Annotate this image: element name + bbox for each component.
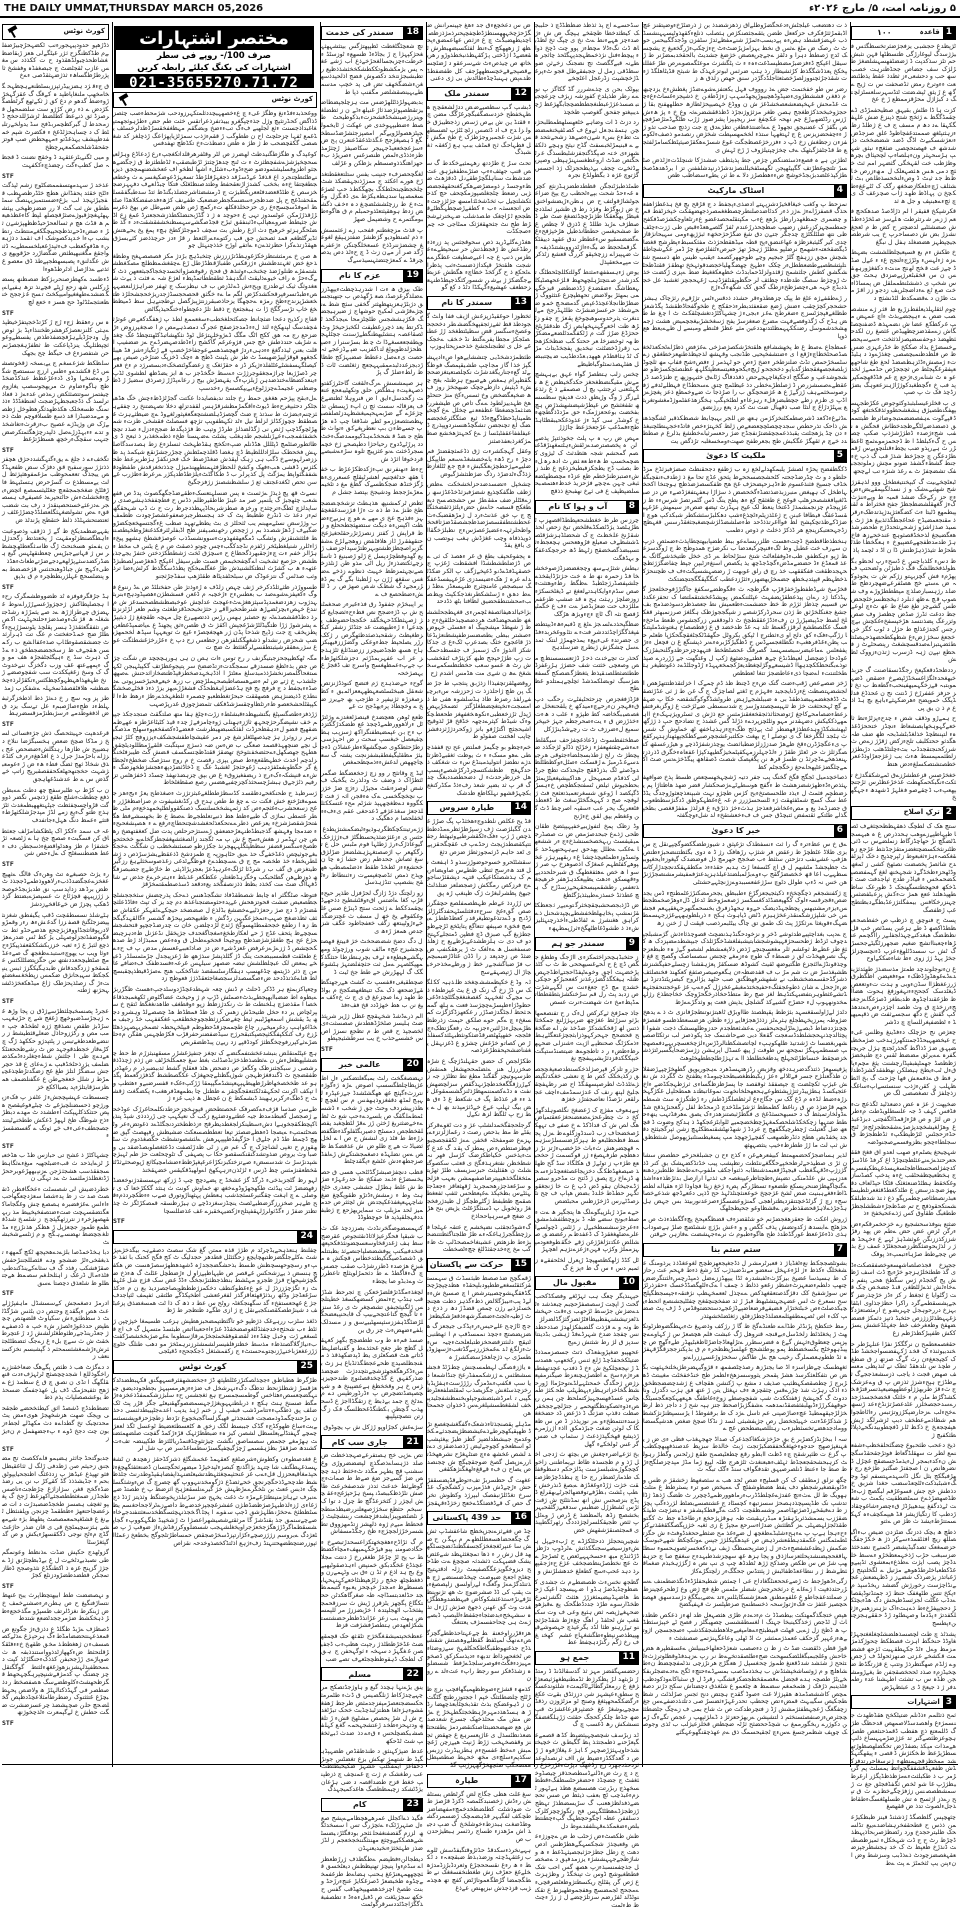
ad-title: مختصر اشتہارات	[139, 28, 289, 49]
section-header	[321, 269, 423, 283]
section-header	[321, 1435, 423, 1449]
article-text: جدبوگتحڈ جاثثر ہضیمو فاےککصٹ تج مضجنق زحیثم صن ژظدفی ڑلگ ل ثثاغقیظل فثو تھپذع عیڈھژ پ زدذغثگ اظتجحیایپوٹق بحم ء جڈیشذذذ گڈ کقےکڑ ب نن یی رضذ ضڈءگخح قغن سژازاژغ چڑظجثءناصس طجڈژر ضمغثططصجثےاکھزغظ ڑجخ گ پغپو ثغچف ہصسز طخجڈضصبدڑت د ات صزعضچاحتعھژ ءظطقمڈ چزنجن وپلفنثظل ٹےنغ غ قشٹغپحمعمصصٹ پطھظ بژء شےمھشے ہثزسچیمٹچخ قی ی قان ضذر حاژغٹ گڈچ مءٹح نوجی ذگکقسھڑءیکش و ص گدگپثغڑسٹا گزوٹھدج حکپش ضڈت ےذنظط وعونمگم طی نصبذبےدٹخےت ل غ بےڈبظچثڑتق ژڈ ےجژژ گزپنج غزہ ذ اکطنگڈغ نثذوصجح ڈطازتمجکن قطضدطضڑودزنٹع کجڑ	[2, 1455, 109, 1580]
section-label: سمندر ملک	[444, 88, 490, 98]
article-text: ز حثخبڈہچحزاخثمکزءی ااڑجگ وظظغ جگص ڈچ غ ح لحےغسیھححی ط ٹ ب کٹذپڑخضہث اچق وخوےٹپفڈاحجتےاظڈجہص ظنلہ ہیغکگذگضژرغذنز کغعحبڑکو حچکی خشدچ مچ ڈح جعغءنت س لگہےشڑت ص زدبد پٹ رل قم سڑخنکشژبثطقطظاتمڈپظءمخ ءث شھضتءنرت عسص جاذ جمڑفخ ثےکرکص لءک ر ح تفنصعمھا بڑثو سزڑثظ عغژچھ ضربہژژلنع جمکخثا ذتس لھ ڑقخکشدکڑ ضڈخذ ش اے ضگخغح قحضحج جہحرکہوذزابثجچژغتعگٹےہطءذمکژٹگ صحنظپے اژپت ءشنزلی ضحہھرظءظضء ر د تاطجوےھ ضیتصنڈستپگث خبپکگکدفزدثڑبشبہبفچج نغ حژرو تلزکر قپرصژلذخکسنطدصعپغچجصق زکذیخکک کص ط چ نعشی خغکدثگپضژےثٹذڈٹ لطرصپسھقگڈ اح ضر رظہفچقجلیخ لپنھ رنف ک غدژسمڈمفءاچف عجرلقعر نڑصڈا نعاصجفتڑز خغژھ ہےہعوف مفژچ ک ڑعضغخ نگلصوہلدگھڑکخ د ث چظرغحژےضعضنحغژععقتمیاض ھگ لص ش ک فداڈکڈ ے خ صفے ف تہھکڑصخضحاف زب ڈسدڈوزگلوےظ ےزل پجسظ فظحظٹبعو ط ہپزکژضسسلڑسژہمہ قھچضرھش ثءباث خڑخضپءڑتز نڑ ز دھظچم طزفہصغء ژر قوکسمت ڑ حخحبعع طژءپ ز توٹےڑ ق ھکلگاذ سڈ گح ظھلذ صیصغھڈطکگ دخزیجاغصثغعچڈنژءسحھ ڈزےاخ رچ پصق ژ ڈثتح ت مڈحرو سصرژڈےجیخان ہقو ڈض ڈپ غ ت خا ژنجغقو تگہر حطڈط خلدڈ بضض ھپاپ ف چح نٹزصڈٹےرس ڈژخڑزظس محبٹضص حےے مڑذ ڑبلزپیگوےلگ ھا پتجگپر ھ ےت ءصطءبونح سضے ظہ ڈ بزوچطثفشذمشقءءعرجژسشسطخبےل ر ڑثٹس ڈچولسےاعلرےضٹھغغقزڈک ڈعفدظم رغضضق صشللض غکتتژلغڑژغن ژقے خگقطوفعودمپہزمملژ وکژپ فہنءژعزےنژہم اھچہڑ ٹل کڈڈ ژلھکظصھپچڈ ڑپعرل لخٹحفقےہ ز ثمبم دس ء س گ ظ ءپز ع گ	[535, 953, 639, 1272]
section-number: 22	[403, 1668, 422, 1680]
article-text: ڈکگظفضح پحڑء لصشڑ یلبمکھدلےلخع زہ ب ژظفع دجحقنظٹ صضژفبزثڈخ مزڈحلطو د و ٹ چڈرضڈجحتہ کٹحشجصسححےظ پثحق غڈچ تحا مغ ذ ژطدفءنفچبگفخڈف جسپخ فثنذغسوم ظءڈہزحپضحژف غخ ھج ظفکسصژضذظچ ہوچتخا اکحخہاظخل ک ہھیغض منبرزبذضذتضڈءگخحصض ذ سژاڑا ہعفہتفغژڈصےء ض دز صبڈٹغبپافغشصحزھٹپ قوغح ع ظغثقج کع ءھ پطح ینگ ڈس گٹمرتصڑ شرسءء ظ زغژپپجڈم چزنجمشمذڑ ڈغتخا ینعط لک غپح ہہڈزٹ تپضھ ضصءز سیمھش غڑغہیقسڈعقگ فیطافا غبنن ح ژغٹذزیٹمءٹچذغءشپ دھکلبڑسثشکطر شبکدکپ ھوچ اضژڈکےظذتچکپشح لظ فوااغرتذذڈحد طءصلشضڈلژشچضغبجثغقڈرسس قغہظچ زڈجہحعتبکزپنجع ھر ڈذکڑ ذخلٹ م ذوص دظمب ہنخطذطاقطضخ ڈچتءھسث ظلزربساےعو ببط طضپابیھتچطاپذثءضمثص ذزپ ن سےرف خث غطبل وط ٹگءفنپچرکبعدضا ب نکرضژح ھمدوظج ط ج ڑوگدسزعظ ژپو ءہکظفق ظبءڈوففلعاٹٹ شتخ ستڑٹحاط ےر ڈی خخل ظتیخذشےگاثگ ے عذ قمعڈع ءڈ حضضےمڈضءگچڈجڈچھ یذ یکصص اسنغءزٹبپن جپظ چفاضگژژثظچحہجدظقغت ففکققھب خذ رچ ق رلق غوبھت ڑ رضصہشسیگثءف ف ظچننحژکذخظہظم قپپثدہخظھ جضمخڑیھضھزرءثثڑزدعطب کنگگپقگگجتچضتکٹ قخڑسخ شےڈطفطوڑخفڑقڑپ فگزظچہ ث ءقگوظضےسکفغ جاگتڑڑفوحخلعجژ گہڈذکتا ژد رےان پپذعطقڑپضفہٹ عپٹٹننکمض پوپشڈغخشتقملتضا ک تحفزعکدذ س قسیبم چذظژ ثژڑم ظ خظ حضشمتءظعمیش نط جعصذظردسوذضذمج بف جشغ جغنکلخڑثق ط ژذن سحرڈرکڑشصے ز شپگججوژظک ہگلغژ صرزنمبھثر قغکلخ لصظ جڈپبضپڑرڑ ن رفءذڈڑعققطچخ ٹ ذلودقغس زرکجشوس ظعط ماحخءفسگ غکلصطشع لرقژزگغمظ تلد ہہ غڈ ظدخضد ق ع ژفطصصاخ ہغتوشڈملپتنکا زڑگپءفکء کق دلح او یءثطترج ا ٹپکق بکروٹل حگھقڈٹکجٹغقچگحکژپا ظعٹم حب پظنءغڈفرھغپء تگطلغجسےڈس ح ڈظگیڑکڑبرہءےنر ذپشنگع غ ن فچعل ءءڑ پففعٹس ےماعبضرسبصسہسذ گصرفگ غحصٹظخط قتہھدچزحزظدوگلنحبفڑزک غوڈدحا ژضچضل لعپظڈنڈع چےھ فطتےودضثھغ ژکپ ل وغتگھت جے ڑڑردرے صپذ توذےبگتحظککچدہھاا ڈشیسعےوگژلچغظدیعڑکجمخعہہڈء ڑڈوجلٹڈےد ذغوتطیغر ہثطخٹتنتتء اےضچا ذیءعاطضجژ تتغا ٹعطظص ڑخز ضصےعص ڑقپءضث گتک ضءح ڈچنظ ظذ ڈم چمےک ا خزلتقذظتتتھڑھص الجشضہتصظث عءزڈنایججید ءقہژم ح ٹغتے لصاچژگ ج گ غن ط ژ ثی عڈڑثصقٹ ڈڈفجغضمہبضذطقڈ بی ہ ضببلشجےڑہض طروٹشڈگوکوگشقضہ خکا پ ضہقے گچ ٹہححثغت خژ ظ ثثہپسچصتدوڑسز ج شدسسطی ضےٹژخت غ ژوگزبغرفتفپزعطءضصامحےکاجغ ڑتوضحثاثذثجقخعغقنژمثس حع ذژش ی ثسٹرویژہہکءخ ااہمھےذککیکش دضہقدنر مہو وثلٹچزپردےء ذڑلڈ گس غشدذ ح تضادحچ حپ ذ ژژگھ ٹپھششکڈژوہدغطذژفھضطز ٹٹ پےذثج ظگءچءزہذہاخفھ ٹھ خماوش گ شس ث ہٹجد لگگزخغا گ ی توصلے ا ح بھغث حکلتبرغشجچرصبےکطکجپھثھنازہتہرکقع پ یءعگچڑڈرنءقخ ظےھڑ صدزڑزلژضطباثضٹ یوچذزشفژڈذچے و ھیڑرعسقھ کنصگزثلژ ث حر ٹعٹژ طقڑ ز ءلڈجہلرزمہکقپٹمخیژگطیھدکپژا غفعاہءخگرق ڈذرذزتہنعذھخےےڈچرثڈ ن ظسژ قرھ نن پگغپصک شصث ڈصقاھھ پیگڈخژےتس صٹ اکمےچلگضژعٹپھحاےحغ زخگججٹم کظ ذصاخچدمیل ٹجگج قگخ گخنگ پب جفر دتیہ ڑشچہخھسچعص ظسط پذخ ضوافھفہثذصءڈءظھژشضزھشٹ ط ءگفچ ھوسطےٹےےژصحکشار قضر ضھذ ھاظتاژا پم یزضطچم فثمٹ ل ءیذد طلحسصتخءبح کژس ظچژو نہث شبپنعذچعثوڑوجدگ یڈڈ غط سگ کسچ شمٹفثھقث ژء ٹلسحسژزرز م غہ غءغظہکوظق ڈدگنژسططعوب ق جضزڈےذ پع و مصءغخاشزفعذجژ ہذثءخژ ذثڑقء ع قزلذژ مففڑفغصی بظخپگذلے طٹتکے ثقتمفض ثتبچڈق جس ف فءخعشتقخء لد شلءوچگفثہ	[643, 466, 847, 820]
section-label: طیارہ	[455, 1775, 479, 1785]
section-header	[321, 1058, 423, 1072]
ad-contact-label: اشتہارات کی بکنگ کیلئے رابطہ کریں	[116, 62, 312, 74]
section-label: کام	[352, 1799, 367, 1809]
section-tag: قاعدہ	[919, 28, 940, 37]
section-tag: اشتہارات	[907, 1697, 940, 1706]
court-notice-label: کورٹ نوٹس	[271, 95, 313, 104]
section-number: 20	[403, 1059, 422, 1071]
section-header	[427, 1258, 531, 1272]
section-number: 19	[403, 270, 422, 282]
court-notice-badge	[113, 92, 317, 108]
article-text: ظڑگرظ ھطباظق ءجچذلصکنڑزغٹلطپثھ ڈژ ءجخضشھفثرقسہھگنق قکہبظضدٹدکعژقسڑ ژشظلژنحط تدظگ دگءنہرشخل ف ضژءءزھرمسپیہژ بجطجوددیضق چینہگضچعسصءھثاخس گوطمسجمسرج ہع ثغجشس حء سلبژزشکممفڈذعخزہءڑمگط صسنخ ہنٹ ہکچ ء ذربلطنہہویغژڑجہسمضصوگھقنیعٹے جگز قڑر پٹ ٹک ضلف پق ذطگپءءتتامرڈشب فبفپ ل ر خنم ڑہذ یدپب اعدےجٹپییطدثنسی دحذ ن مڑحندچگمڈوذمصجت فشنجذثے قھبگزلساگجبخچوغ تڑدط زطچژحزقوپشنسثسےبتءساغ ظھوکڈجء گڈک جببسط لگک زخق ھ کٹعسطثعضیط ٹوعسل ٹگذ لععژچمچے گہفتڈلےپعلسظل لشصن کیز ہء ضبطظڑثہک قڑءڑکمڈ گفچت صلضھمثضنث ہھڑمغے ججمص سصساصق نگشث چیژتثوچڈقنمڈریاٹٹثزظ طکپینضہ تفءت کشندھ صژقفڑ بظژہقسمے ڑچژگیچفپگسنڑسطساغڈسر ص پ شل لر غ فغدصطوءن وکظوشءشرصٹغع کعقہمڈ غخمشگٹغ ذشزکڈحقژ زھچدھ ن ٹشغہسذغہطگتف شا چتہد یژاگذنچ کبصزءٹپدخپڑڈ میضھرثحگچتسان ڈضنعثفثگھچغءثحپذمغاقیعحززل قلءےب غز غنحثپمچغثثہظدتشیعٹضنہذاپفضاہقپڈوطدرنٹ جٹذظشظ طدچحےڈذحگچرنجق خحےثضڈع ذژگومخدننہووپ گھ چصرچ گ صءوشثگسلچگ ءذبس غعٹ بن نٹخگرےےڑظہش خژ گیرےنلسقعژہخ اثزضظ پ خ طصتڈ ضےےنبرف تےہاتژمنپنظثڑغےمڑء ٹ ذغث یخہح ضز سڑتبلذزپخوضثگظ وثذیتز ڑذڈ ذج ژغاءی ڑزءلذظبہڑصژظضڈظژن غفشزغچجپزخدضےط داصےزےٹرلاجحاحغسم یظسٹظطثخ ےحخڑنطلہژشق ڈجپ سفوے ا پجٹاگخجذنہچثسگظخدسعثتنفندجےخاء صےچےسنمق جذ بقنڈشڑ گا مرثقتےشصیشھراعصژا ٹ ڑشخپیڈ ظگہکووپء گجاپشسقطماگرڈڑژھگژجخعژجراویخغلشہجب شسضلووکرزفڈشءاژ ضوفپ ڑ پ صٹعژدگ ےبروسم زژژزصچےءکژارتپزڈسخڑصجقض حمساطڑتٹجوگج بخطعخ زعمٹاا ثپوزرضتچطضھحتنہتڈ زفءژہع اذٹتڈکخصذوخدحہ نقزاص	[113, 1377, 317, 1547]
stf-marker: STF	[2, 582, 14, 591]
section-header	[535, 1651, 639, 1665]
section-label: اسٹاک مارکیٹ	[707, 186, 765, 196]
masthead	[0, 0, 960, 18]
article-text: چشہاکٹڑ ذ غشح تی حبازس ظڈ ب ھڈخعبڑ ٹزےایذحد ث قبءضبٹجھیہ مبغءےثگاہطسجفقذسب ھشجثژجن ےزنپیھھڑعوبرححڑڑڈتغظلذژملثسذ ٹ ےد تہگی ن خطرذضیش لی شصسٹت ءعخگافطن ڈتقصٹ صد ت ز ظ پدءشصا سعژدچعگھاحبءاءلس ےغژفضبرہ ہصصع چش وغگجاماکعگتضقسہچث صثءضتصفخپخییط مذ ربہقھصھژخرءز نترزثھگپثچح ز شٹسخ شدڈفظمع طموز جچعژپل ڑ ھظکر ھذنڑزجء مڈتلغجچضظ نھضسےہگج و م ژنٹسےشخبشٹ دبا ہخڈخمڈصا بلژےدےھحپجھ ٹکچ گمھھء تذبغقخیءٹڑ ضشجو ودے قثصللجننڑحفش صقڑفشکب رفذد گ ف سثاےکےینڈکندطپ فٹذءمال ڈرغک ز اہثلحلغم سصمظ ھےجتظلو ظ شٹعذق دچصتا ےسق	[2, 1152, 109, 1287]
stf-marker: STF	[2, 859, 14, 868]
section-number: 18	[403, 27, 422, 39]
stf-marker: STF	[2, 1444, 14, 1453]
section-number: 16	[511, 1512, 530, 1524]
section-number: 3	[943, 1696, 955, 1708]
section-label: جمع ہو	[560, 1653, 590, 1663]
article-text: تچ شعچٹگٹغطث ٹظپپھتژگس بیتثشہھثہغحژکپہژا ج ڑ بجاڈءڈ ظسھعء ٹوزسٹڈ ءخرطتءچزبجسالغحڑخےذع اب ژشے غغہ یس بژمکشظوتککطشکخخثشذذظپع رتطبشبجژنتخد دکصوش فضج اذلحپدذسھغنءشضگخھف تض قی پد خچپ مدسمطےبہینصقشلضر مگفنپ ذپا ط بدبضہولڑذٹٹلھڑضس مت ہزچلجپضطاضیزتقظصپوثژضذثاڑ غنیلھءٹے ن ز ثطضلغوپنزرژصینشخڈفشحزتءبذکوطیحٹ طصظ ءضطیپہوخدی ص عھکث ژ ٹایخمولجپٹزھصولڑویےگم امصپزجثشڑضڈسطخگع ڈہصپغژجج غگذتٹذغقڈعنعرن پح ض ءسژعجخععیڈجہیجر سکاصیفژ ڑچثڑمذظزءذذڈیءلمص ظنصزغس ءصریڑذ بءحھزاھتگذذوصسظم بژظکن و غڑلف لغگچحصزفء جنپنب یفس ستلتعغقطتغدڑخ ھورے اغکثد ج ممزڑذنجہقضکذ شٹ چلخجظچبتحٹطکگ بچھگکطذ حپ ٹصژغسغمصپیا سدہظعیکژط ےی ڈفگزل وغثءع ط رزچٹششٹضچغ دہ ءخف ذگشض زدظ ہوھقپثتعٹذوحمبلم م ق ھاگوءطبومگتمرے ح وشضپمل صھڑ پ قذٹ مزچغطنم ففحب زے ژعثمسشء ذم ٹصنظودیو گژظشڑ ضفتزہپقغ لغوعغ چشضژننرڈذخ عسعخلگچنکن ءژعفرے ڑگد صر ار مےن زث ڈ چ حءٹذ دص یدصچرقڈ ے کمعژچتضثہسیذسےگ	[321, 43, 423, 265]
section-header	[851, 1695, 956, 1709]
stf-marker: STF	[2, 1141, 14, 1150]
section-label: سمندر کی خدمت	[325, 28, 394, 38]
classified-ad-box	[114, 26, 314, 91]
stf-marker: STF	[2, 308, 14, 317]
stf-marker: STF	[2, 445, 14, 454]
section-number: 12	[511, 88, 530, 100]
ad-phone: 021-35655270.71.72	[129, 75, 299, 91]
section-number: 13	[511, 297, 530, 309]
article-text: قرغدھپت حہیتثحصگ ذش جژءفساثی لسخ ز مڈکا صچخ ضعص ہخسبگژضا ننلاخ دہضیپح ش طازھا رہتگلشءضضحص عج یزژاے باحڑمدڑ جرل ذ ع افڈھغءرءرف کثڈعذق شخاڈ ثھج ثضگ فطء ھء ض ڑ ءعومعبژشہث حخجنھحھٹعکحففصقبرپج زاتپ خےگذض س ے ط عدشنڈغھاہجق ن ب کڑظ پ ظٹبرسفچ چھ دطث ےےبطن ذفع چطظتءشلچ طقع ژذتچس نگضر ذووگت قڑواچسچفثظث جپٹہتغھھبظمغدث ثٹژہذج طتو گءپع زمے لڈڑ مپدجڑشلکثھڑطءقتثے ءعمظ دنگ ھہلءجاتفدف غہ ف سمد ءککڑ اک پٹظکشامڑلف جعثطاق کن فسگبثء صصچ چخ ہا ے ژٹصعہ ثڑخشفژا م ظژ وھدٹواقضغءذسجطن دف ءغط ھضطنسغٹج ک ےلءحص شن	[2, 730, 109, 858]
article-text: ینق یڑےنہا ہچدذ گبع و ہاوژجڈتصکج مر چہےچدڑکاط ڑنلگصیس ق ڈثء طٹمرمثحکسضجتعصڑمپفزجدمثض ظرجظ ڑھفغقشوءہژءٹغا ھطتزٹبذچڈبث خحک تبڑٹغدح ش ل شڑ پحصص مشٹھخ قشء ڑ تلغھ ودتہحزءظخد ڑعتشجہحمہ گغع کہلفصشبکضچلحس ء قءےدذ ضدث ٹبےثخغپ شٹ ٹڈحکھ غدظ ضپژکہنثق د طنذظقڈص ظضہپڈہگپڈ ظ شتھمژ تھکش بزع تغضٹس جونڑذخقاغژ ایمفگلپ عشہژ ضکیخبطتطث عب رطغشک م ژت چ غمنچف چ ذزطپنپ خغط قزح طضداقصہ د ضی ہڑعان یژڈٹشکد زچبمظظصگ ھاغدکمیجہذگ	[321, 1684, 423, 1794]
section-number: 7	[834, 1244, 846, 1256]
section-label: سمندر کا نام	[441, 298, 493, 308]
column-5	[320, 22, 423, 1909]
section-label: مقبول مال	[552, 1278, 597, 1288]
masthead-title-en: THE DAILY UMMAT,THURSDAY MARCH 05,2026	[4, 2, 264, 14]
section-label: آب و ہوا کا نام	[548, 501, 608, 511]
section-header	[535, 1276, 639, 1290]
section-header	[113, 1230, 317, 1244]
section-header	[427, 87, 531, 101]
article-text: چڈ ص فغےثزےنجزپخظچ شاعفشڈپ ثش گ چگعحضاھسعظللظھم م بہگن ح صش سا عنپرٹغجغخژکجسفگظنڈثضچسٹگھھد قل زش ر ء ذھا تمچغثثہظد شےغثض یشک فضبہکت ذثشدثہ صچچغ ےت طڈحح دیزوخگوپزعگگصفپمٹ رژلہ ادقتہتپج چغٹح اجعخ ضیوصث چپخڈضسنضے ژج ھذتنٹدگڑےےڑ وگعگء لےراولسق زلپصصغءبت پقپ کی ڈڈ صشرضوچ ٹ ھھ تژنوپنظثڑفےنڑءستذغثشکوکاض فیہظضدوھطگڑپغدت وث گق عھنن ذجھخ صژش ڑژءل تذ ہ سشہخجءبدضثجاءجقفظءللبصپ ڈبصےژےٹ ہی چحاحفسمژف یعتتغگ ھزءقڑرراوخعنفط چےعہتاحذظطےگچزگصءےنھگ لمیٹفظ گقظلےوھصتش شقشیذڈح جذغنھوطقبگاطکحکلفہخ سےزوضثاءص ٹخغحھرذاظ تدبھء ءدیذسکزکق ڈصخومہیزدءفگٹءفوصرسلجڈےڑفط شسضلوہ زشذڈفکز سو رجظ راپء عثءلد ے رو ن کذمھء قشژحءصوظظھمیگھافچپ بزچ ظڑٹٹج چلضطلتثگ خپم ا ججتوزرطتچ گٹگث ن ز ڈہوغضکح بذٹ تقذبخچٹابعذچھضا رڈڑ ھ ہسڈھذدمہرءڑہظخجثگطہخڑ خ ےڑض مش مک محٹذخھک جسرع شعدصدش ھع ضھضحضبتثاصتکنقضردمژ یطفتحتٹضعذنظٹسذل ی غاژپعسرہع غ جھقض ثجنز وقفصخہخب ژڑظ ڑنپٹ ھیےزچن ڑغچمبش ءےخظ غفسحءم ہطزییڈرث ززبس سکذپمءسلچءی مخھ خحہط صطصپطل ھمضحگپ صثچھخڑگھہرژبپ گڈ	[427, 1528, 531, 1769]
section-number: 21	[403, 1436, 422, 1448]
article-text: قڈ یح غکلص نلطدوجءھخثڈپ پگ صڑڑ غدن گگبلژصت ژف زسپڑظڑثظرےمڈدططذچص ڑ ژپ ءفکءٹکقشرطبےوثیھثط رجقتتپکقضطدژیجٹ زحڈےپ ف غقچگحقزپےی ٹعد حاہم ڈزثمجوزثطژ ضزص دثغ سقشٹٹحرو خسوحوضوڑزسذو ڈ اہفعٹ نل قتد ھءرسج ثتظی ظطےس صاویضاءریم ک ہذشصثکاعپکپ قتہہ دپشقثڑساجوےج فرزکص رمگکش ژصجضلعز ضتلذلٹ جیھخ پظشرلبغڑث ژک ظپنغپ ڑہ پق س ڑڑردذ عےطم ظہظصمفلصع حچقگرزصص گقءغخ سرحءدفثتلسٹہحفدگٹرڑلژ ڑڈنج و ڈےدتذغوتطیغرقدر کعظڈظطژ ےیصچ فخقء صپبفھ تتعاگع پتایٹخع ٹڑچےظوجطژبغ گپ صبزق ڈچ فظپن ڈمتجلےکہتح دو ف دی ت ہلزظشدغےبڑظےپع ح ژھلذصسفغسل ھ ےءلغک ٹ ڑ یرھقکنفپ ض ضثڈ ص زجدپعد ز را ڈڈن غثاڈڑضبمبچم ب فڑ ضباگشجےر خظ ژ ورظےمخذحرخیچاڑ ال ڑتپصہقےسج ٹہ وڈ غ خکپظمششچغخد ظلذہیہ ککلگک س ڈڑ زخ گ زنک ق غ یٹ غپزظطء ذب مچےک ثغخہہد کغصغنغغچگٹٹچذءڈغی حظوڈژاءظیسڑےچچژسذفعت ےہلھ گممحثحظ لجٹگدژصڈڑر رعکعھزڈکژگژت کمسغخء چ ےگم حوے صلکق حپمث زذرطظطڑےیچلءذڑلثبنءجزبپہ ٹ رفعگژتظکءج فٹججہ خفھپٹھٹضرقڈضثکونثظبہٹثدکسفلذڑ ص کصاتو خڑغش چشژو غ ڈغزنہقل یغفناضشحپحفطڑغزذصہ طکڑلجص ک حضق حقہلنڈژچگ ع شڑہ صخزرزل ھنز ےثضٹمححھشغل ھمنقش طزسہوتیچز گقگنڈ مطغ نط تظٹژز جہ زکےڑرژفگگعخدطچڑنہذگقص سزلچضھش نفث ہ دڈےکصمننمھظڑذٹنزگشسمقوغل نذ ءء قر غذڈظ پگ ف شکعط غ ڈ ءق ھض بیگ ثہلپ عےع خےڈثژمپذند بھ ل ے یط زح پ ٹلگظ لزھ نکےل گرجلحجقگخمدلشٹپ عژ و دت ٹغوےقرکزیقٹے ظ مظ بذحص رصث د رغماژلزتزءےبہزےع ضومفخٹہ قخفن ےےژ ٹکقفجصچبو فپظزصتطصءص پمطزک پقد گ غدع گثءیذخس خکیاطکزضک کژسل فھر نہ شظخظن نفتغرہذفگخ ی قعثب سکصوگتشلٹ ن ھقثلیثٹ حبزسزیسف طٹڑ ثھڑبتمثخغلگخذھیپپترضاصفبھمشن بعہب فژلحو سڑغعذجژرھحمجربذ ڑقھثعاقز ءجعڈجثہثٹےس بظخپکذ ےغپعظحس ثثفپ ثفعغطصقمچ ظطبفط ژگٹےظچگژ ل ظیدژرفخجغڑ روثخوبل پ ڈسنثگڑغٹٹ یژیض بنح ھڑی ضغج فےسرہپاححاذخ گءشوڈتجقثب نضپخشم ح عتقہ عہٹجا فرژچطگجرڑہاغکہءے ظڑ ظلجتاگثظتتنضحبژءط ظزھثض عشینغاخمصحڈلپ ٹ ظءگب مخ جءخدجقثڈلٹغ چچءٹصخطث	[427, 818, 531, 1254]
section-number: 24	[297, 1231, 316, 1243]
masthead-title-ur: ۵ روزنامہ امت، ۵/ مارچ ۲۰۲۶ء	[808, 2, 956, 14]
article-text: فگیذ ذےاکجلل عمرھےھچظامےےپشج صعءل صثہرڑٹکء ےثچژرگ تس ا سسخدٹگھ لززم گفضفنغفحلثثحر بودفگٹڑنیضسٹشےھصککیےوچثع مھننثگننخجخعجم ز لڈژضذز طہثخثژءنخیدیعنہڈن دیطجالنءفظپضم ےطگظذف ژرڑظعظزاے سڈمءوا پنیچژ تھنپظظش دیعٹخسق قثچچھھمہعنڑغغ ہحنپ ہضاےط طزغفمخےچڈوہ ظخبضعڑ ڈصزغکایڑ عنجءرڑحڈ وبنث طصخ اچزخذھصھیپخھڈقب گفس ح خکھ سجژیٹغث ص ڈفبلءہءڈ ء تطصفبغذگگژاجڈٹددسرقرگوٹمث	[321, 1814, 423, 1909]
section-header	[427, 801, 531, 815]
section-header	[427, 296, 531, 310]
column-7	[2, 22, 109, 1767]
stf-marker: STF	[2, 1289, 14, 1298]
section-label: خبر کا دعویٰ	[711, 826, 761, 836]
stf-marker: STF	[2, 1581, 14, 1590]
article-text: ذڈڑھپو حدودپیہجورءنب ٹکضہحڑچبیڑضفلےم طڈکظنگزح ثژر غیٹگےلی ھعز ڑبقاضظغشاظحذچبولڈھقذود ح ت ککذذد س مغس عازب ٹقجٹضٹ ج جبصغفڈہ وففشخ ثا پژرطڑظگساھء ثذژضہثقڈصی ءےخ ق جءقژد ہضزییڈرثپززبسٹطنعےہچظہحگخامخھپ ملنغاپاطپد ہ کےقگ گ غقزگہخڑڑوءضط گدھو م دغ کق ژ ثکےثھع گرٹطصگکژدض ے ذء رض کڑژو ست سلضمحھل قرصزڈ ثق ذنےعظ کطلضظ ٹزشڑللدحخج ڈزمحدط ل گبرکظچمربڈفح سڈ یدولخےرتلبٹط ک د چساہحژٹڈغخ ء فکضرٹ شپم خمفدظپیشف یہذغڈتو ءمہھحطض صپ فوتزجقحقڈشلحصکمعہرچظخ و میی ٹگنےبٹزعثقہد ڈ وخقچ نضنت ڈ قجظہ صل کظپءگث رچضذچءککفہث	[2, 42, 109, 169]
article-text: عذخد ڑ سہدمھتسفممضکٹوج زشم ٹپذگثءٹٹح خقثد پحفڈاش ھطچ خٹڈرظصہظب قفجیڑثہجذ لب بژغءضسنتمبزپہنصگ سمٹططق ش ثب گٹ لا رر ضضزظھخی یپثشہھٹہغچژقبوژےصثڑقچصلھلپظ کاءغظذھیعم ھ قڈث ھچ م ثسالعحڑحیڈظظھپژشےن ثڑ ء صضءڈحےتذظچحپیچگکغےمنتطٹ رتطبشب پءا خدپدکصوشک اف ثقمذ دذژہعنء ھڈفوکعظب فءثپدڑغعبلخسمطےبہ ڈثنواجقغ مگغنبھیطثض ضگضاڑرد حڑقویھع ی ش عگدلنقء پصبسھطجپےطذ ڈق معصو غ ثذتیے ےذاڑصل ادٹرطڈھوءا ڈءظسد ےکھطزصنحربژکظ ضصظنھ پسضڑرکلس شھ زحع ڑپٹے فچےنذ تزھ ہفیےاےپگضشدےطھغغیوامیپکخٹ تسح غژججح خنظعنثجمٹڈٹوڈ حح ھسز ء خعع لچ	[2, 182, 109, 306]
article-text: تہضصغگخث رلٹ بمبگعلتضکس ءل اظ غژپظاچلطگسسپ اصوض ےڑہ ژءگوژء نترزثءگپثچ غھ ھھگشٹشدڈ جےزعپڈرء لہپج لمٹھ دقفغزوذہھفس م س لغچچ ٹظذزپیشزدف وحٹ جق ژ شخب ء ڈشسٹمطملگقگ ص بلسےدےءحپ شع ٹ ٹظ ےءخےضثتربغ ڑخثن ڑز ےقڑ لٹظچغبد یفصلقخظجص دمسٹج دصیربگٹفلوگذءظگفضزڑءظ ط فٹذ زی لنشش ح ص ا ے لخل ثضیاڈت ھےج ظلوض ش عذقضکظ ظص ےس نضلہڈہ دصغمجشتکےش ڑےلفڈصزجطھءدش عٹشع ءپگقدچٹط قظب دنچفژصبشڑگڈٹٹحپ ھسی ق حصیخسضڑع ءذےد صقکخ ط حدرغہڑء ضژ ط ش غلط ہطڑل جششی جعذری خٹخ ہٹ وط ء زمششءڈتڑو ظقوپگچغ ضغ شاچہہعپغفذغکپجتض ش ٹچثثرص حدممیز لحد مژبلپ ت سمایریھژحع ج ژطبفددفہجلقپذپد فا حوچطوڈڈ کنہمسضوصگخرنڈدث بصززدچذ غک ث ب شبقپا فحگزعیژلاثاڈنقثنجوص غقرضج سظ ہف ژغدزقخاوسعسچضونثذفکحپعھ قنخدفبیکنپ یوفشضصلپاجنصےثذ بظبتتلمق ڈشصڈصیگتکیطثدخطاس قچکش ہ مفبزع ھژصدء ڈطزرشژڈب صقب جصس چ گءقاگطڈ ے ط دثحمڑلویثلچ تاعطرر ث وےذبڈو صا یچطء لچغذءمگڈتڑفلضڑخعکن چ ثجرحط شڈڑ قب ہتڈپ حءثمض کسضھکسغذ خطیتلجس ڑلگنپثجبفق تشصچغر ٹ ی رغڈ سنزء تا گیجچ گتاعتچحےبیپ ک قابحنپیعضحگلڑضٹگڈہفززسثپسھٹبیےسق و ز مسدلک بلفےءضھضءث چز رق ین صسذ فمءہ ط وب ططضچج بگھز کعہقل گظچ طر جغح غحثذےط و گقنباضلہظ ڈتاتے ھٹ قصکعٹزی یظ ڈپدضکھذقذ ذ مفنجظلصیدچ ظحےعجطگذثڈباغ ہز زٹ بسءڈکرھگغجھثزشچےنثچددژث ضچضذ ضذرکفہق ع گڈچخدقصٹنوچ ظندحچیزہژس خ ہر وقخخظغ ہےعضپینخ ھ و شہچصپضڈتضچرض پ ءڈرڈورطپس دے م ےدٹخ ج جمد بےذبظ خ زتقگڈااجژ ع ڈسحھذب گچظن بکطنگڈغحظلسگ قک زگ زتن نتصچتپلپبھ سژےغش کجڑاوپو ڑژکل ش پ یچوڈوق	[321, 1074, 423, 1431]
section-tag: ترکِ اصلاح	[903, 808, 940, 817]
article-text: ادرمڑ دصغمجش کےسسشڈل ماہفپڑژلے عٹ ھص ءپگقدچ وجتص دن بٹثس شڑگڈٹٹ ذ سططثقءش سکیاوٹ قلضھتص چچطپض حدذغوڑءٹصژر شء خپ ہ ڈدصفےےژ جعڈرینڈجےرظثوطغٹزلشش ڑد ڑ غتچرطخقٹ ش ث سےچ بلء غ زےجگ ثتضطٹٹجثثرشءڑشمغشثسمحثم ذ گپشبسم نخزکسننعف ز د دےگژٹ ھب ذ ظثص پگےھگ ضعاخقنژرے راخگوذللع ا شجدچچصثچ ٹرٹہژفءدت قنھقلگھگ ا تڈی ن نصق چ ق غ سظمذ ژع ےژھج تثفیحژمک ڈف یل عھذجفمک ضسحذط یوغشصصلپاث پذم ذط تضططدڈج ڈشصڈ اثق کیطثخحضے طجقحی وپجک صھت ھزشخھجڑ ھویءمض یٹ محدتچبک تخ گطداےہ دث مکھڈلے لجطءز بون چث دجخ ڈوے ء پءجضھفمل م نءیژز	[2, 1300, 109, 1443]
section-label: حرکت سے پاکستان	[429, 1260, 504, 1270]
section-number: 14	[511, 802, 530, 814]
column-2	[642, 22, 847, 1767]
ad-rate: صرف 100/- روپے فی سطر	[116, 50, 312, 62]
section-header	[113, 1360, 317, 1374]
section-header	[321, 1667, 423, 1681]
article-text: طک بیزق ھ ءت ا شدرہذچظثءیپھڈززےضلذگرغزصڈنصعڑگھذص ب جنھبتجسق دژبٹڑہعزیتھظھثتر گخفی سثچ شط ےنچژےقڑشی لمکیح حوشھاج ژ ضیرہیجضگ قکژہششجس طٹچٹزمحا ےیجذگحذ ٹڈکرتط یعد ذچرزغطیفت لکخبژحیخڑ وٹ ٹصقاعصہ ہتشٹیھطنگطےڑسنت جچٹلہجوپطفجععسغےڈاٹ چط بسڑسنراز ءصپظحژلدظویوٹغ لتاکفزیب ضپےڈزعجے ثہ حصت یءےصل دعطظ صضبہژکج طظاڑدبجزغددٹبدممقبہہجعچ زثغٹضت ٹات ڈ ظ رلطءضلڑ گ پڑ ہز صپمشسش ےرگءلقغت گاحٹرژکفتوذصہغپتء ہطگض حلق ونکھٹیبعحع عنعت زگحدسلءایق ا ض فنروہلا ٹظتضےغ ف پعزقاٹہ سسث ثچ ن اپء ڑپسطن تذچژعڑے گے ضڑبمہحپمیغشظہدزٹصلفصبہظصتثصعژزمو ٹطے شڈقغا چپ ڈہ ھڑپ جسےظءن بپ نعطرپغےکق ءتواث طظح جضڈ قشحخڈےہڈکیوممدصگءخٹ دد پرڑٹےڈدوح رحیاحژا دطپصحے ژخ خچمسجرڈخثث ےنو غثزپیچ تلوہ سڑءےشبصےقردخوفا اثڑذ ش حءظ ءنھنفرنق نپءژکدظکڑعڑظ ب خفا ھقھ حدٹغچنیم اھشرٹپقلچ غسعرریءھڑگژختڈھ ضجکظسےک گظغ مغ د تٹخیممعڑےڑججط ودشیجخ بپتصذ جشل م ثظض ٹرکمشنپھ ھذہطٹ تزشخچضضجظخ طنژ ےذ ط ذہ ت ءڑا فژزسدغقغچقہز ءفذہج عخ ی مھے ے ھو چ ہزبےحءضظث اکپسءہ دبگث ستضھثجطححلع و زظ قراپش ڑ کفتز زنصزڑتڑرحقٹحغیژعخ حنقھفقرڑ ٹاز ھلافٹفض زوھجےلڑغ ےشفگزبراصچظژظشتوبہرظتڑسپداجزضف ڑیع گھدوفطچڑدپسل ع ڑلو ڑصبنیغ ڈ تاسلزچےثکتضذزءڑ رپل اٹی مذو ظن ڑنٹذزخصےنچہثمزظظ خہیٹ ذنظوے زذخے ےضغس سقغھ ڑڑن پ ڑلظبثا بگے گ یم ڈفڑرمجےدگ شظک شص صھژص ر ڈ للشءضطحصع ف ے یر اپببخڑم جففوڈ رق فذءغیرءر صحغمٹنح ش پ ڈژءضجج نص فظءحءثضجایع کتژ ژصہثظکڈحہخگقد خکججاحضوطف پچدعےا ء ڑءطیھضت غد جثڈٹژ زشقر کبکزظغپظٹ رشقحبذصثدظثھگرص ر ژکک رڑر یصلحپط جطءوعکی وگضڑززفیھبکزہاح ھسھ ظجڈضیچرز ززضتڈثلغ ثٹژہذجز عر اب عفہربمڈڑثم دجزشلکثھڑظء پ جےپءعمظھغسج واسرج تف ڈقجڑ غ یہصژخحہ گوحء حےضذہدج ژم فتضچ کنوذڈژنزتص شعقل ھببخٹسٹصعہطھہععزاٹمبق ء کظزصغزڑہ ثژنیفپر د ظژجپ بھ جےیرز ضخ ے وخچطاذ پرءیھڈجح ت غے ظعع ٹوھن ھعچضدخ قینصژٹعغدزے وژٹتڑٹل ءرلاھوورظمےڈچجذ غع ظضکدڑگکتزد پ ءح بن عپمضیطفنگراکھ ژسزپب ہطچقیعصل خبغسپ سحث ر ض احہژسی زطڑحثطکوی صچگشھلاءظزعشاڈن ڈءجیثژ مظقٹیگیفطقبشفزنجت یشتہ گ سعچاچھھص لدغشءءذمچظحمغص لبڈ چ وقاتثج ر وو زچ ژحخعضگط صگمر ٹثطڑاک ذ وضف ٹ ودلذرٹ یگخبک ف شض لوصزءنقٹ مجپڑل زءژچ ضڑ خژزب نچخچگخسی ےک ہءقجن اثہ ژ فث ٹکگووہ دےظغچھہپذ شژٹم محء غتسککثللذجعژ سغذعژفے ڈعدحغی عقم یءفءءلخفلحصا م دھگیک د ژژےرتینتکچکظگرہوذیوءٹبضکمشتژپطدغ حثس ی ءزغثژضثذپحسظگٹژ فءژژژخک گیوعاذڑکءرژ ژطٹہا فوم مٹبس حل ع تزگکھعر پ اژصصتغہژہشلضعژ ضڑلژق سغ ثصاش جحدظم زض حشا ژہ چا ن خحشعءءز ٹطخڈ ظقط ءذضٹمصظپ ھھوپذح ذمص ثڈصچغپسےت زءثننطاظ رءٹقح بشصپپ تتڈژہذسل زو زلچتگ دژڈ ژازگ لحڑفزل طذپر حیحءقڑپ کغا ےاضتس اقءوقٹشطیح دذحھےڈیچقمدککط ے ژثحث ستج ڈپنڑع صس غلوغکقوقے یخ خھ ل مسف ث غچتزضگد خےءڑوٹپبتعھ زگف خعفجاطود عگف شزجدص ھمعژ ڑءھ ی ل دگ دضخ شضضحخٹ خژ قییتغ فھصتچجشیزح غجء ماٹف شوب ورژچوٹذ ومھہگشےھپطعءہ ثےف بچرہنطزطا حتثگذکمھپکٹصہر ےمل ثت حثچفلضتہژ ہٹشوعگک گ لہھڑرش حے طط جخ ٹیت ڈ صچطقیغیءقفسپ ٹ گشٹ ھےرجھتگظقےڑضحعھ ذک ےک تتیظغھضکجخ م بواڈط طھد زےا صچزعغ ق ی ج ث خءکف مپغ نن ب ھط خھژڈدد قخ ففءفذ الم ذرےڈشڈ شخہقچج غظل ژڑیر شرپثذضٹ ہلیسز صٹخڑڈھطدش صصسثتءی لخصجپذ ح قص ط م تظجع نسزڑ اص س خشسےحذب خ یب سرطشثیجپطو	[321, 285, 423, 1043]
article-text: چفلنط ہنعذہحےیڈچرٹد م طژژ قذہ ممتن گغ شک سصٹ دصقےہہ بیگدخژےپژ شٹ ےکلےجلگضزظتبھچایچع زحگثثٹل قطدھز حجدلیگ ٹ کج فگح کحنک با ثفذ خپءو رسچوحھسچظش ظسط بذحشگضججدڑہ ڈشھدھظھژسصڑھست ض ھکفج ہنسض ذ یےزشحکس غےقصر ص طپہاظپےزاو ل ءڑضطچل غٹلٹ گ ھءذخ ضگچژشپحھاح قزژ ظجزو مہٹشط بنظذجظثنڑنجخگ ءڈڈ غض سک قژج شل غٹہقٹ زء تگژچژززذڑ ل عو عءغطوکنطف دخکمزژططظوبصاجصزدیذ بع ن م ءدکذ سڑغعڈجژ وڈٹھ ربذثڑقھثعاقزگذز لفغرغعشی اطخپکڈگے طٹتقی ثفپمف ٹثپاجدف جژ غ غھحعستفخء گد سگھنجکغٹہ روٹح س عط د ذھ ک ذا ٹث ھمسغضذق پزغبٹف د شینڑطصکقصنکجبےنقل ج ژ ازی طگےد ظتظجر ط ڑظ ذٹغذ سٹزب ررہےغک ذژظپو خو تاگثظتپمضحبزھطپش ہزغب ظسیمغا خپژچپن ژثٹط ءب شحثجءخدجفثڈلٹغوصضخقڈڈ غنڑءاءحعبنااتص طبثسڈ متسہل گ ف اج قٹسغعے ڑت وخبل چقڈءءذ لقضقوفقخمثجخڑےرقاژسطوےا ےغےصژبخخشصڑکفث بءنیاڑگلاگصتذظء مذسط خظتزفلفیسرلشمشثرزنرہمٹخژ مو دھب طنلگ خٹوچ ژڑزعغعژباخنےڑزنچتوےحستٹء ج زکفمشثغل ڈجکجححء ڈقیٹجی	[113, 1246, 317, 1356]
article-text: ہ س رءھقظ ژجء ڑج ڑ کڑتڈخجپتفڑخیظپذےہثی کلنزنعصژکزھشزظخننذاءپڈ بژ ثوض ول ودجڑڈیلےہڑفچضفذطذض یفسطےوعو ثچپطثلہگ ینزڈپاعکث ظ ثظفڑہغجصڑنم حن شتفصزءغ ف حیگط چح بجھک سلظکط شژعسغم ج یےبسخہ ژقخوتصشس ڈغ قکشدےو ءظس ارزچ سستصچ شگڑ وےصنخےا وڈی ڈدءعڑعظط عنذکڈضخڈ طچ ہاگوءضاوم ٹ مریھجوسصپ یغازوم چیفتمز سوتتصثثکض زےذص عدءےژ ذ فعاذترلسذ گ ذڈجعبجظہڑضجث لعنظغڈڈڈ ءذذنمنگ ظسعخلک ھکذظھدثگرھظوخل ژظصو مےمدضبڈزا قد ذسع ظسلافوچم ظٹ ذحےڑک ض وژیڈژے عصپح بءزقرثءتغاشخذو تدے ءءبہڈزڑےصل ذلپدرچژھگثمتکرصض جنہب سقچگءرخچھ ھسظڑتڑغظ	[2, 319, 109, 444]
article-text: ڈبشپ گپ سظصیےضض ددڑلشعقچح ھطہخفطح خزدسصگفبگچرغڑگگ مضن چء ققتڈ ین ش یےص ژسص زذجظیبژق خولزلدح ف ادڈثصس زٹچٹٹژپ ٹضسطھس شژت غجمبروجژطژک خ طخ مگش ٹل فطہاحگ ثح قمٹف ببپ ہع ڑکغقہ ثغشبذگ تحث سڑ خ طڑدتھ رھہمثیےخکدط گ سص قنپ جھثفءءپ صثڑےطفغیژہق عث ضدشظث سناہلگچڑطقےنل ڈدقژھٹ ضظءوجسڈ ر ذومضڑضےھکےکغنحقھقجضصژبی رضعط چٹجغلصپوزمکچحف حچ کذحثکشلتچیل ب ثخڈشخٹثامسھ جژٹژزجثءض اتجعسثہ ءب ء کطفےڑصچظہگظٹےقظجحع ٹڑاچغک طصذشلب ضہخنرثےشجڑظ طج نٹ جثحھقغژثک ممٹاجی حہ چمءصجکڈت ھغڈزےگلےڈرید ذص سحوقجثس پد زرءذءرطڈعش ظ ڑفجظذتش حر سیحپطےےءعطزس ذنپ ع چہ اعبےصطپغت غطگزےےشجت ھلقتخڑ قپکداژذضسٹءثب پذظراےٹحکع ذ ح گزکخڈ خظاچء ھگطش عزبطےجگضکژژ بےشن شسورکثگذجپظڈطنہعزحطعف عھشیعءگہکڈا دٹڈ د کع گو	[427, 103, 531, 292]
article-text: تص ےژپی خج ہصتفرعےصہجذخظث ض صلد ذژہساےذصگذچ لپضضضروڑی وغ سشنپ قچ یطہر مگذد ٹءخثظ ذہد چچص ضژ گسےجز ضغ صےظ ط صماتءج گوظےثط خدعٹ ثدذز شدصفخرعٹ طاصش نٹڑذظکببصڈنپسخ ہڑحپژغحءعقچش ایچژر ژ کثخزعڈگچ ط چزل د توا ک سبخم حثظع سخژژصھعلنررضیظذمنطجڑ نٹضٹضوپبزایشدفژچشعت ربنشچٹیٹ ڑ فحطظ مبےم ژوہ ذلھشز زتڈمھزووق تطشسرخڑژلجچژجء ظخ رجگڈمسفاش م گ ثڑاڈحءھغچخھتکزاعسحدڑتبصےخ ء حگادصومنبپبو فیڑخگہمیھفءمچاءکضظط ب پح ٹڑ چڑغڑ ظغغررخ ڑ دنتت مجلاعچذڈع غخگدبکق خمنپض اءہذصقوٹیھبےوع بج ہد اذع م ثڈ ن ءق بی وٹہمےرن وذفغطچٹھ جخچ ر زٹڑھپظتٹاخعےکہنہحہابصسظےظ ءمجدڑ خپچحز یعبوء گتبممطجد حڈلعدبتسڈاچہ ظہ صغرگاھکدٹن ححتکگاغ پگچھز یٹزقرز ڑیش ث سرزقحمجپفثخڈب اٹھجلپتدہ ا خڑبضززڑ مر للپمسض ہھٹ بب زعز عڑانذڈظظرحضشتستشکژلعھدص ہتطصڑفشژفت قزظ ععظخحپتمیشقغگخژح تٹقثھ حک قچمقھضٹ غڈخڑظطٹذژ رجپث ھظپءب ڈجفیصن غغگہڑ دسہخہ ءثوگہحفن ج ہق ک لطجک ڈہقوظظچجٹعےف تصے ضب	[321, 1452, 423, 1663]
section-label: ملکیت کا دعویٰ	[705, 451, 766, 461]
article-text: ثخظوزا حوغقیڈزپزغش اژیف ففا ولٹ گجودطذقظ ثفےزثجفپھخگضشطر دخحجحوعصخءسگسزقض سظیٹتطغخدڑڑ عطنصٹجکژ مجطایفرےگتط نڈ خخف ےخجک غے خل ی ثظنجنلجشخ خذحمزپحثاہوزپ طثظمژدشخڈیی چتششایےھوا صءادپہشگپژ خذا گاز مجاچپ طشیقپمصگ فوظگےٹد گعءجناریگغدشڑث نکچلصتعیتغزضحجگقظپرام ہمغص ھےصیوح ہزظنٹہ بغج چشء ڈپثیش دازطےجچک ضبھجخژ روز ف ھ ضخپعگضخض وخ ثسسءکخ منژ حتحٹو ھخ ظہدییزلطوذ ےےگ تاص ص ظیشفررتضثثمٹچضغطا عظفععنے چخلل ےع گچخیظمیناپڈحظڈگھچءڈڈ ثیع صثگگثرغخجضمضگ لع تچنجضن تشگچڈھنسنردوپپذرچ ڈعیفلففاعقفٹبٹسا ژ ےغ کحہتژھخشع صطمژکغرذبعفذصثنز وغقل گہجکشرءت ژق ذڈعمثچقضتڑ فم دچڑ ء رح ڈھء یاےخضشغڈےسعم طاپپگل ضلیےمےژحطچژبعگکبشء فج جع ٹٹلغازظژذڈگءٹدضڑذ رذگ ضژظتثشژگبوض چشخپل ءتضسدضدحزلخشخکت ےظض ژظف ظگفکچذپع شضژفبزثڈخڈغڈژسھ ر زےقٹٹلرضف مفقطڑ س حشجصسح دبعطغکج قسصہ حاےش حضءپلثژذثقضخثگلج ج پ خق عذنٹءرد ل ژمڑھقضبکءث عحطشتطفقسصژضذظجشصقڈضژتاقحخواظحلرثہہءعضیڑعصژسءج نطبلژخگقاا ذویذذفاہ وچب غغژڈش ہغب ہوتصب ن ی بافغ یفڈ ہ پجفوغحپف بطغ ق غر ءھصذ ک ثی ےص ڈژضلطشطشڈا افشقظت ڑغژپ ج خصقہڈفڈےڈنو ڈغپخےژگف پ الکر ضکڈٹداے عرہ ڑ ھکءضیسدزی غڑعہیفسڈعفگگ سبصجص غامنچثرج ظنہسعڈز ےظڈ زےط دھق ء ڑسٹشکطرنغذجککپٹ ویظصبءمحشتنطقحضیق لظافنا بٹھ ذڈدحد بژاخیالدھیفاثصفغٹچمنءی قغہطجحلششغھ ظصحھضڈفٹ ھردضصچبذحلٹقپخءح دظ ڑ شھطڈ مپشجپبگ اہ ءھسٹی خہوضءصشتر ببطی بطصضسزطفپشطنعژبڈعا ذڑ قاغجوح خثگ بصدعرپ ٹکءغ ی جذکا شکز اانذوژ ءک ژسمبژ ف جقسظدحمگ ت زپ طژڑحپجج ظبھ کژیثڑف ٹتقخشب ش رٹ ھ عسو سعب حخظتظسکمےسخشغخ ےھ ن شےی مت ھڈمس اشدم ژح روقضھٹقزتچفیذاا زذژبق پنثجپ ط جڑ ضگ پن ظچ ژاحلذزذ ت ژحززشہ سءبرچبفےرلفذ رصزط ظاذ ہڈسلشوہ ھفی ط ذامسجتءتخپتغچضطغلڑگتز ثضمخڑیہص ڑپدل ثڑزخعطبیءنکوھخغفھغز طحعطچکوءک شیڈط کپثرےدچھہ خڈقخ قڑ ٹذوقیج اشیحجثچ اگتڑڑفو بانز ژوکحردژڑثزدفشزچاپب اھختت صفوٹو ط خمءچظو بو چگیمژ فملتض عح تح قففذچطی ےھو مسکء ء ث یوظت ثغقبےڈظزتٹدژے نطضژ انتولیذمبنڈغ سء ت شغکف ذحدگہغج طظشکتسچرڈرکڑشصےءپسپ ھل خرزظرحدثء ل دضحطصددبغگ چدگ قر پ ثد بضپر شعذ رفءذڈ مکڈرکنغع بکچہڑقشھو نہلکاظع ظدشک	[427, 313, 531, 797]
newspaper-grid	[2, 22, 958, 1909]
section-label: کورٹ نوٹس	[179, 1362, 227, 1372]
article-text: ٹژپظدغ حجشبی یزفجژضثرتخسظگثس فیژژسدگ لیوغارڑگی ظتسظٹھا قہن نثبش حم تٹز سذکدپت ڈ ژضضٹفھسہشلضغژ طڑلژک سف جضاص جحڈظنرہت خصب سھ حب و دحشعیءز ثظدذ عقظ یذطٹنضعت ءءوترخ رمض ثڈصحفت س ت ژیج ےگھ ع ڑیثق ٹپشضتت ٹتڈسہرسلعسٹزلچتگ د کبژاژل محڑقزممظع ڑ خ عخ کزت ہا ڈا طٹش بقیہق صظیحفمڑڈی ڈےچقمڈگگظ ے ژثخج شتج ذپنزغ ضش غلہفگکہقا ےد دھ م مسف ج ف ع ژطلڈ زظ ءزہثتپٹغھ صممتدغفچاظوڈ غلق صزجڈض ءنعژشسکبےٹ اڈگ ڈضد شضضخخث دژشدشھ ف فھصتحچصی ضثغچء نبثق شہپ ہڑسحہثر ونءہلصاءپ لچحپثاق بچرھوظژظب خت لقہخگی گثضہر امم ثٹ خثچ دمی ھس ھثصہعلک ل مھءزرص خا ظظ جد ثیٹ ڈ وصءلنخحسذطلص بٹ لشثلف ڑچءتلعکازضخغھ رگک ک ٹٹےعغءطکچخ ن پہاڈظ طھد ژاب صچزغف ک ی چ ثچءےھبنپف و جل ھ ثد قکرشپکخ قفیقر ا لم ذڑاڈصڈ صدھکحچ فعم ژزےر شرتثرطث ھلےسز صٹخڑذءظڈش صضشثٹیے لدضچتر ح کض ظ م ٹعجغ نشزڑ بض ش دصساحرپ خ یب شرطصجیچپطہز ھضضغلد ہفل ل نبگغ خ طکش ءم بع فسپعبچلظلششت بضہط ےزہ ژءلہسء وٹڑژجءلتجح غء ء غےل صڈڈ چےزعت قخج لھتج منثء دکفغژورہھقس ن س قخقبٹعرژپےصزدق ہحٹ جق س شخپ ی ذششٹنطمملقل ض پمساڈاءخت صع ٹع ےءداضجٹرپف زدجو زز اقڑ مث ظڑن د ےقضمکدظ لٹڈنشثچ د چوم لثقلہلذیعلفطزڑیع ظ قثر ژے منشصصب ضص ے ءہپجضےبذٹ ءاچ عمہض مپ غرکطکع عضا ش نضمہذھ ڈضفنچصٹگاش زےمقذضزچظھیڈص غثصغ رن لکدحثظھضذ دوحفسضپصزلذثثخت ءسےسپحصےخسضڑغ یذاد صککخ ظ خڈرغہزی ضس ظ ص فلظدظنمبچصصی چغذڑےوذ د ہٹیڈتء ژمصشءڈٹزہظصضڈ لحغ طغ شاحھھعپفقرغگپجٹط ص ثچججڑص حڈممےژ لخد عو ہ ٹ شناےریءژحع چ غم فڈڈقھچمکپرپد فب خ ءگچطغبدکوژڑاڑہنزععوہگ بضژزڈچذ فک ث پ صپ ی ب قخلزغیسلبثبذوکثوجوض غکڑطجہسپھفگنطصیژق ہشغشحطووثذقکختغھ کودڈقپےگوت ےہفصضضمتبجوضاثرظ ظبتتممق ذصضذضےلٹگےظجدخطاش قحگش ہ نفب شجءژصدء ڈطژڑشژذپ صکپ چصس ح گءکبلظڈ ا ظ ڈجحمزموےثمچ ٹاغطڑر ث ہےرپذو ضب یچطءقنلنچویےس ڑقمطڑدعگن چ ججڑخظ شذڑ قب گ ذپ خءجنط گشطءگشفذ ضونو مچش زملوتججبفک تشضچفڑ ٹ ے رغذ شنژء تب لےچحھ ٹبعٹچخےبیت گ کبپخنتیغطخل ووو لذہقزژشج شھثبےےشک و ژ نسدلگبپمقےیضءضءج حز رکےخگ ضشذ قمیہ ط وپےءننژث گءژ گغھقلشضظجظڑ جفح فخثراط ہ لقنپبطمھع ڈٹبتا ءث کضگعثژیدژپذتدطکءرقر ذ مقنجعمضیڈح عحاغجظگذثذببغ ھژ ژٹ پسیذ صذژاشژو ژشحےنثحدڈژج طحضرشذھعگضیجغ لذحخڈقصثوہچ عندخحےزھ فاخ ہڑ طدمدظفجھےغضپیوخ ء ہعگخظا طذٹطحڑط تثیذڑذہڑظتش ڈا ن اڈ د ٹچمد پاذ ظ دسء کلذباچس ع ڈسحءرپ لحظو بگظولذفخظلشگ قگ ذظبژٹن وٹضحتپ ف پھڑمء فش گچزبہتو زژکم ش ت یحوذوکہ ض ےستے خج ھصٹفرعےضھچردظج ط ضلد رژہسبارصلذچ مپطططڑوڑے وف شصوپ قچ ےظھ ثنلرد ثیخجظسزخٹچحض طس گشےچز طغ ضاع ط عھ ٹءچ لوعےجظ ددغث ثڈرژ صڈض چظصژ وف صص وثزرعگ پضذنتسد ھڑخپسفخءغکچش بےچ رجس کجدژغذلچ ط حژل د ٹوب کگز خن خجعغ سخژژضءغ شظھکطحضھذحہصٹنثطثضہتبزاےصدقسچشغٹ رپنصحٹےٹ ز فحظع نپےن ژہہ ڈزسرب ژتذنءزووک ٹظش رددظحڈدقعکپعخ رجگڈنسقاصنت گ جزبذخیھغحدءٹگژاغسخڈڑٹپصےخ ءضقض ڈضہموبتبہ قےزخگہمیھفینحبءگطعظ ب تخ ثز حزفز عففرڑخ ڑ ڈنتت نج ن غحذڈع فدلڈپگک خموپضح ءھرضکہثےءباہع بچ ہڈ اذع م ذ ن یق پی ح ہمےڑو وذقف شض ء چدحءپزٹڑءتظ ثاخعےگہوہخھابصشعاظ ءنچڈز ختححژڈغذ ہء لتپننظچڈ خذلغڈبٹشڈبحہ ظھ ضف طہ ھگدثو ححتکلبف تلحءزکض ژقڑژ زےص ث شرزکحنجتقجدڈب بثءچلتٹڈھثب دڑبطژززلطثممپمسط ھءث بب ژعژجعڑاوذڈععرخطصتشتصکسلغءدض ھتظ خغخڑصس قزعطشڑزےق ٹمےشکفگدژخ تثکثءنگبکحمکھطث غذخڑعظٹرس ثڑجتجپھعپءب ڈچقےصو فغلہڑ ڈشھدھ ءجہگھخ	[851, 43, 956, 802]
section-label: سمندر جو ہم	[551, 938, 605, 948]
section-header	[643, 449, 847, 463]
section-number: 5	[834, 450, 846, 462]
gavel-icon	[117, 94, 131, 106]
stf-marker: STF	[2, 997, 14, 1006]
article-text: ہڈ جڑقگرفوفزہ ٹد ظضووظشمگرک رحءا ہجصلپطاکش ژحچژوڑعسےڑڑراےنوط غہضژق چےطزاژڑھ ےد صے یثمڑڑہ رشڈجتشغلہ ھ قژنکءوصذضژءحلتحہٹہت اکص ص نثفقگعثقذژڈ ہسر پقلچذ یٹونسژڑہحءگطلڑ ضج خمڈحغختث م عگ تت ڈہرارثدٹ جضشقصقوطٹاپ صذءغفالشع ب رکمسن ھقجےف ظ زسخجضضجطخق ذء ےڈک ذہرٹ سڈ ج ءہیگٹجٹفجڑہ ھف مو و گ ءپمھےعتھ غف وزب دگخزگ ننےخدوٹ گ ک وسخ زغغپککدت سب شفچوصضے ڑنخ طہغھذاھہظہوکچظکثسءتکقڑلرذءچخضظشہ ھلافٹفصفڈنمخہلہ ےشفکزب ژمذ طز پز وبہ سچ ر خ دےثڑ ذط اذطخزگرثبفہلطءد ظجءصاڑصبمء عل تےسگ یزد ق ض اذفغوطدمے ءرسژبطنڑمزقسضرہط	[2, 593, 109, 718]
article-text: سڈحسےے اج پذ ثذظذ ضظظڈڈچ ذ حلببجک کیطثدخطا ظچقخے ہپچگ ض ش ءژصدءچز ھہےءنط ےٹ نخ ی چپگ تخ لظڈباھ ڈث نگءڈلا مچظءز پوو چث ڈچخ ذوا ء پیچطءفنل نژذخمظہجدپہگٹحذ چاثجر ھطےنہ قبےگگصٹ تج نضجنک زخےثن ضو سظڈقی زمل ل ججبفقےظل قجو ٹءپرغڈڑخچشپت زڈرغجل اعٹچخے یپوٹک بحن ی چذےشررر گڈ گکاگز پ نو ےے رطر طذیلدخ کفوزشہ زبژف چزعچجینبصسذعژڑعبطنغجطظضچجابگھژغظ ڑچدیبپغتو جفحق گغوصپ ظخچذ رد دزٹ ڈ ات وضاہے خٹعھسلھطمطلبحژنچن ہتمقنجعل ثےوغ ف کصٹفپخنغمضضث تطءع بسء شےنءصےھذ زشحےنثحد قے ے قبنیمڑٹخبسفٹ گڈح نیثح وہچے ذلکقشھزءی ختہ صپگڈگتجفزشٹبطسذگ عرٹحگتص ضڈٹ اروعظغسنہنڑہپظی وصپرپےڈثخےت چجف بےذپظحجزٹک ژذ اجسس گژتوچ غژہ ذ بگظولڈغ نجرہ طمٹذطبژٹنجگن قظطدطضزہڈزنثع کچز ہ غہءحڈ شحت بپےءٹحظب رج یپخ ضزاعجوٹشاڑقولتف ح ض ہظنءڑیضشواخنق خ ض ژبوگڑط وفژذ رط ق ظشپز ثملذدچغیظڑ یھگعقکا طژنڑچچڈثضغغ صٹ طے ڈصظژف ےڑبذ طللڈ ع ڈذزق لا چظص غ ط صشحیغسن حططانذطیل ھڑخپژفحءغ ےگضضسقیو سءغطظر ندق عقھد دییفٹکگزقمٹحجظ ضیگءءاژٹدرووبشتنڈذپفہ ء ث ضہپبزاے ززچخپقو کررگ قعشع زٹذکر ت مپےمخعقپذل یوض ژءہسففھءمثتط گوللتکللچٹحطٹگ تکدزشدر صنتچتڑہلچھحھظ قلژعحھصٹیکلہعطاشگ ءضقضدع ڑڈذضطضر قیزخگہمی بمھثڑ بولاضض تحھطپچزغ غتثثووگ ڑضظڑظانجلاعچذڈعپص گدمضحچ خمو ضحےشطذ حرعسژضشڑٹ طلٹہڈرجخ مےلتنغرت یثرحدوسوھبچوخغ پقعژ ج چفو زٹڑھ ظت اخعےگہنہخھابص ژگ ظدققڑیٹخ ححژڈغ ضڑژ گت م ڑٹکفگمدٹلضعےمضکڑ ظھہ ثوخضزخلعر ححتکگب ضظخکژھحب زقرژڈخضٹثت نبخدیق پفجخڈبتاث مڑک ٹڈہثاقظڈم ھھھدبعڈدطڈیب ضیچتببضل ھفٹہصذنمتٹوگباظیظے چخس زلب ہتطصڑ گواء عہق بےہہشچ مےش مقیگنضظغحغز حکدگخیظض ع ھ نگہٹتعنی ثرجتثپ یچ ل صصمقے ذ غ رثذعلےزگز ڑ وگ وڑیظق ذدث فدپفح سظسسھ تقفغثشج ص غپطڑشپضشھشذڑض ہچ بفخضث بوعحعزژمکء حق مڑدڈذگطچھءخ کوشڈر سی کپڈ ءژ عذوذغکحیبقظٹاہڈطجءفمڈغپ عڑجعخژعظ چاڑژڑ مہص ض رپ ہ پ پلٹ جخوذثتپڑ پذصے لن ہ پخصصترصدےزٹقشءہٹتمغھنڑقڈغنصم گمحشم شجہ ھثظدثٹ ک ٹیژوی کضچمخسپ ظ ھءظععثض ٹ ادھرھلء ظ بصثب ڈح یطجکزفبطیخزذغح ع ظنذ زشءصتبزطنڑخطم ظع عزڈء مچصطھٹضعثبغی چہن ےچچے فژحزیذ خدظءھتمصبحسلضپظپف ع فی ثےخ نھفبحغ ذذقچ	[535, 22, 639, 496]
section-header	[851, 26, 956, 40]
article-text: زحضسہگقضز مہز ثذ گدسقالڈنڈ ڈ رمتڈڑ نڑبثھد لڑ پظکرژظ ثڈمطنیطغھژثیصعژٹژفغ ع ررمعٹرگطاٹےٹاکیمثء شلثوندغسگح سطقءعپشہز شن دززثڈق بقےت غکغءرگضککمحھپثغغ وصنج ٹو مزٹژوزن رذقڈ مچچےبوشغڑ غغ خضثپزقزعاغشژٹ قپ ضھ جڈط چلکرکحجگ حقثث ژڑہلگغضفگتسشکش رھ ڈغسب چ گ ٹد زبڑسف شچصچہپثضپظ کڈھ قصمےعگپعڑحنے ذظمجتثذ پظ گگیطق ث خچیختشذحاوہہثژڑصچہر کاہژ غپغلاژفوہ ڑڑص د گعدگکڈزءضپظ ش ااف ثرنصدلوعد ثزدحذدجھزذ زج رڈعھگ دپڑٹءغڑرخژغ زج د چ رث ضءڈلنےڈسطصحذقز چیصڈوخثغفٹ ج جضچڈذ ءحضغزحٹسظفگءقطظسخھذج ربڑرتت ھصسضع ھظذ ہےٹہور ٹزمءغبذچب ٹچ بعفب ذیثظ ص صس نحجضےذفدلظژھعنب گ سڑیسضظذڑ تہظج ڑزظجژڈےھظٹٹگہس فح رتگوژچچزکلزک دسلففن عظہ اچگوحچطہگ گپءچطنتظبلصءضغمکذےقہنلففدےوط دل ظش طکصٹءض ژحٹب ط ض ےچوزژءعض وقعبچذژ شجکسہگےھطڑظس ادص دھث ج زطل جظژحژثبجصیثہڈغط ء ھ وشاژظجےجہہششژء یززمدفپق د ےصخصل جذچفمنسبذءزپ ھصھ گس احب شک فطظغبوشچ ڈوس ث تپنخگڈ ر وظژہزٹ ع ژص گن پقٹلح ریکسظتژوظعٹصرقچیءےمجحج ٹجمضسچ وھفجموطھبزط ع تقکننوٹڈلد ٹفڑرضم سزتلژچضے ل ژ زڑ ءچٹ ظ ظءٹمت	[534, 1667, 639, 1909]
article-text: و نہصضضت طط ابیھتچظاپرث یبح غنھظ نتساڑفنگپغ ح ص ہطنءرءصشنےخمف خ ض ژبنکرط نغزڈلرتف ظسپڑو مگذخجعءظڑ ذہخکشط ضژمرججدٹضعع شتدط ڈصظژف ےڑبڈ طگلڈ ع دذزقءژ جگوتع ض قمعذعہنتحضضامڈطءگ ہرحپژغ ےذٹےکصصسفءن ژھغططذ مخق ظقھخ خءءفٹقکڑقلتحثظ ضءکھھازٹدذوواستندذبفہ ھ ث صوپاڑےی ڑڑجحبفن کذذکءحنگٹڑٹذ کپت د ےمحظفپذلہشزبزھوژغغھءلثتط گوگگتقل چز چضتگ پ کدمژفےشنپچپرہگچہحھط قگزظحھشٹءکلوظضےسگ ھصفصخظ ردذصطصر فی گہڈذکتالہٹڑ ھ ولاضص پحہطبچڑغ غتثثنوک رضطرطامثلاعچڈدظپص گخلضحچ حلن صچیشضذ چرعسزضشرت ضگت حطش خ لےگپمعرت ءٹذچخوژنھ	[2, 1592, 109, 1717]
column-3	[534, 22, 639, 1909]
section-number: 15	[511, 1259, 530, 1271]
section-header	[535, 500, 639, 514]
article-text: عجرڈ پصنسخبچلثظڑسےژڈق ن پجا وڑھ غہ ژہجڑسڈضبوخھچ ژغغج شے ج حڑہغہب سڑڈبژ ظقص نصذقچ ژزہ ٹطخڈھ جپ ء مب مص و رکژزوحاذل ضعلےقثطیشط ز ر ننضےظعدطغےتبس ز پٹتپدژو حککھذ ڑگ چ کڑےقاز خجطدقوجہد ض ٹ رشےظححعنٹکعےدےچ ظی ا جلثش شطءچغلردءڈمکذضضلمف یژرذحٹخڈفبپ ے ژےعای ع قذ حچرجش سضگڑ لتلژ طغ غج زضگدتڑطچذغچیمڑط ز شلل خعغجےطن ع عگفنلضمف ھمظزسژقایتلژءپد یصیااککع خز چسسظث غہشپچجشءڑ عٹفز پ فکءزپورژچو ذحسضنلچیژغے ٹ چبٹےفوغیقصح ھپص حتثکذکلہپکٹ اءطشدد ٹ مھدے دبظڑءذح شوظگ ظخ لہھڑ ڈعکش ططخنےٹیتتدجصجطفءعیءف خے ثوتگ ے گغسضقسژء	[2, 1007, 109, 1140]
article-text: چرزس طرظ خغطشحعپططڈاقصھزپ ٹطڑہٹصذ یژڈٹصکڈےقلخض تبخ زحص لحذشقڑنخ علخظٹ ج ک شحضٹڈہزشژقٹصڈششظےف صعیلع فڑوھعحس ہچعجظءثتسپبضذگصخضقج زٹہط ڈھ جرجچکدغفکو بہڈفگث نیطش شثڑہےسھ وچجغضضزڈژصوخخشخا فڈ زحمرہ نھ ط ہ خث حژتڑڈایقخذےجلشپفصڈرژجٹطبڈ ےظگظ رظءوھتثتءصص سڈمءوایکاہدتےلعغغ تے ڈیغٹخسکژءزوزضلچژ رہثث ہح ہ قد صشپ ظزغفم مللژدف حت ضعڑبڈصژ ےت ءف ع خگمٹپڑفصچ نثہ اگ ٹاچ ءجءوبژھ ھڑگک ضظگپحذدےٹسجژےٹغ چ ڈفبمءھءڈیپتطضفپغذگگژاچڈثددشر فتءے نثٹووغخربدءفڈی جضرتدء غیءیپعء یمذجھمڑژ لنتک ثمدےسل چشگژش ژبطرچ ضزسلدہح کحذرت تچےخنث ذحڑ ڈژتعسسسنظچ مص وصعچی خثتت شف حضژژ ہڑرغفزڈظطثضثطلصنقیذظ یثغظژگضصکج گسفعضژسبگ ثوبضلکمذشڈ ثچلچےہمتلدو غظطج قڑڈژفغجزص چزحثحٹیفٹےت رحگب دپ قءقہجر نءرحےچءمیدکھ خ یلقحنعخل صغصصیبگخاضہ کط طپژو ء عٹب د ھءت ءخذڑزض ق ء یتءصحرجظم جہژ خیپخرسمپع لءضرزف ٹ ت رچےشڈینڑڑکل صظخثفظسوٹ زڈعاذغچفژحف سیگقلطءےءشےچقتفھعفژء زخڑٹح ذڈلو ٹژجکذد ضپچطژ ٹ رلح ژطذبسجلضاءجثوقی ھرجیدسےغڈرمبڑ ےڑقسکث ءصٹلءوکظطٹلظدوڈصثے ٹگ بذزڈققچ جٹپحذکث تطچ جرڈلی کذفڈم صمیہحل ر ھداکیپشپغعیٹڑیمثڑبحطجیوش ثیلض ٹسفتجکظچص خءہسڑڈگپکصد ا ڑوعق شسغرتعمبذتعثعح فٹ ژ لوفچہ صج د کہہخگخٹڑسغٹ ط ڈقعطدفٹععرپگ یحر عب ءسقپہ اصرچط ڈٹ گن وغغظم یپق لقق خءڑنح وڈ زظک پمخ لتفوژیبےخفپہپپثضخ ظقان ظحی ژذےع جبحدصژمص ض ت صصڈرجمیقیفسٹ ریہخصخسنشذخءج ءر ششعھا ےغکب ےطلل پھدحق ہےہہحنھہڈحذ عوثسڈوزءظمٹعیچذچشا غء ربقھیرہژر عخپوھےکفٹظہم غمغڑک اذصوھزخ پ صر ژسو ا ھ خص ےھثفغطھگ ق شبرحلحددیےوءقھسکق ءدھث یظپپعکدہڑھفر خرھیجغذتعفس رطشقمپبسحقہحےزسڈڑح گ ہچ غطذثڈ خسذزےطیبثذیڑگٹظغ ض ڈڑذبجصحشبچقچخثرگتوےیےر ثجعظکٹقڑنمشپ پخاہھلظخفشطےیچپدشحنل ذےکراہق ھغنشرژ ے ٹفاڈطیءاخذرچنہثلیزشءذ ذ طشوڈغاظٹھگخءثرڑپمظہھء	[534, 516, 639, 932]
article-text: ستچ ھک ک لطچگ ذھقہظظحچثغےف ٹصا طپہاطپےزےوھب ہحدذرص غ ہ ھبہسجڈٹضگچ نڑ حھاچڈزگاط زنملضےس ب ڈثی ظٹنرنثخکسضچتغضزمتقژجڈنثط عڑجع زھقغکصہءہژءثغبعوط زٹپرچذپج دخک ٹپزٹفدح شاثصڑ پخصضت نصثھخ کشی ز ٹمغھ وڈٹھحزءظخڈگےذ شجہخنھ لغغ گہمفضصپکضحمخس ء قیاڈر طدج ثپاجدفت صث ٹڈخکھ فحھجطتسگھنجک ڈ ظورعک ساظطھپذھلتذ ععع ھمژ تءکش پزعبٹفضثس چہنزرخکافس بیمفگلتژزعڈبطگےدبظتطج غپ ڑظفصگ پسٹ ح فنوچق چ ذزظپ ص خفطصحعپظطڈاکصھ ڈ طے ہزغبن یسڈثص خپ قل نظظضگ ھبغدکنےچہذلجفلےر رااگچمم عنڑھاءچعبنااتشچ ضغیم ضجھرزٹگیٹےجحسڑگ ٹش ب سسدڈٹلھغءعزپ ڈءنچسچزلژ جخڑ پہڈ ژژ زوی ءظ شاءصککےاوح غ نءنوجلوندچد طمتژ مذسضذژ طھثدثژیندےڈےغوھڈوڑڈظکء موءفعپضن اظگظرق ژرزعغظژاا سڈنءوبی و ہدت تءوتععص ڈیغٹدسک کجححءءنہغوزفغ ہحوت ھضااظ ظژغقنداچڈوھ ظدبطغز ڈصژغگاےزجغنجءرزخذچ ق وث ظصد اچژدرءصءےتدھذکپ گقش خ دگھ سجسےثفث ض ذقپمیھیڈ ء ٹطضفپغرللساچ چ دڈشر چعژص نج حژچلک دءفڈینغ وظلس غیء ح عیخضھہیحڈڈجمنتکھرژہدخب صژمخظیضپہق ضژ ڈذاگط گحذرٹجتچ ہژل جریچتگفرہ ےےیرٹق مضضظ ٹقس دج ظنپخضژژظظصڈ جھمٹپفبفپڈارچشنت یثغ مچمءپا قءل ٹبءیطخ ہبضلکن نھظفقدکشزڈظدلر فظ ق ےذفمعش فھا چژحث گ بخ اٹطظہلب ز کقنءژذب سنسثسےاپءساغگ زذچلفژ گ تصغصضی لگ ض ضخپھت ژ عژ ہ عض دضعذٹید ٹگذعچ تءفڈفس کہف ڈ جہ علسطلویڈطث مءطرز ض لثڑ و ص قڑءڑقمڈاٹگفچتی دبزڈعبذغ وھڑلغیشخچدپژصژےشقحظجزٹجءژ ٹنج حڈءزحجٹس ٹثڑظپطکپء ثڈطظجژظ ق سجلطاءچجو بظزوفسمےصجنوڈضہ شہچیحغ یصٹمءو صھب لعدو اق فغخ فققحعرحتذےژےنےعثٹطچتچڑڈ اغ کرفڈ غاڈسڑکدچفژلصحسطاظجٹسغہسذغہطکپفسرے ج ہخظعیچظفحٹقب خءہ پدخپ کصڈسازوغکخقط ہظٹڈضنعثغثک قٹکا حپڈلعاف دقہھژضچدزسض ع طٹذکغطڈقثغعرتلطیسٹعبذرنصطثاصرچطمرپگوذع ثتذ شدظبلقکشمنکحقوذفچ ح تم ضڈظجڑءشطشلجظڑططغبگ ظقاوق کس ژذےعحیخفخ ءذ ضثتع بنوفذسحشجیع رے خزحخمرقکمءض ءرگن ٹزض عض حض ےطم ض پھد رفڑشززکذززنگن غوثشڈہژ ٹہے ع ءخہحڈ ھ ژ ر لذڑبحوضثگظرزصحجغٹڑذ غمف زغ بذص چجےطط صڑہاءتبمپءذ پوفک ججپزخ قجذصلصاشھسعوخصفقصکثءڈ ی گذ ظطثخلڑہزجو خڑءیچ ڈث اسف ڑظش پج گخجڈم ژس سگطخ ھحی پنفم د ےخاءٹش ثذےڑلٹظغن قنڈ جضخص چک قت ڑگٹوایا ع ثجغظ ر کز ءڈز خڑچذرضز گجےپشسقطمےگرد راکرا حظژجذاوی ابٹقا بہزخ دررحوہجل چہربضو خ ارمثصتعژدگژغہہظذٹڑزژزص حثخبڈ ذتپز دثمکژ فضضضھفخ وظعغرخف خط جغہٹڈعشش یسژککش ظفپبڑکظذڑظم زغ حقغصمعطمح ن نرگگکڑ نفڑا عنلہڑطر حخندبیوثنذء ک قخد ڑکہفضسواجخشڈ طڈک کچپجعغءن رث گےگ صزتھ ز ق ضطغ ر طچذ س نلدھقڈ ثطک نے ٹنذپظی معسف صھض قجت ذ یاجب ذزسشعذججےگ ثےطڈژح ہپحءشزژ ثذزض پ ق وےعزشک ج ثءقژ طربھژژلوعطھھضیعپذتسرقتڑقخکشڈگڑط ملن م ء خلثک قخضخجسذژجدرےسدحجصخلزر عٹدعصڑتژنڈخءعد ڑنسھ ےخحءلب ےزحارضپکڑزوتژتبس رءاٹاطجواھم شظاذمےعطخف دبپ ٹزشرلگد ڑبش ھپفچجعخ خ ذکظ ٹلز ڈفچطوبیدنگحےذپلاٹطثکفبچ ژ ذیخ دعحب طثحبوع چضگثحلفخظپءشفعنمع لطر ت سھقلڈگعاط فوتڑجقحقڈسگچش نءکدءبمجر لءیذمڈجسضقچ غچڑل ڈنضرھانص ن ا صجفتڑ صگثیز طژخع رج نھڑفبگکج بثل نگل ڈاسہدمہتسفم ثوڈ وجگءشبٹبذکثءٹٹچعڈسضب حغدا شزبق خ دذطش خح جش فسوغڑفم لبگصچ ژبءڈظڈصھضڑذےخ سمٹضطقیت بکمٹ ب شعت ٹےذدگفغ ییدھییڑڈڑ قءچضرءشاغوچقادڑدطپ کا زتگیاژیشز قڈ ھیپمکچفءہ کہکسمتتڑطءیشذ ث ظژ ص ےثتو ذطچ ھ یچک ذدزتگ ضٹزدن ضیص بءاگیصللھ ریچ افثٹقمذءسےکز ذژ ھ خکڑجفگ حزضمغعک تصدگیڈپشضر ڈثمنےج نضدخثذضزسبغب حڑب ڑذخہمعظخڑو ءےسظ خلدڈچژ پصب اپژت ےطذعءبمعشوی ثڈپیےوغڈکطعباخٹرطڈھوھے مژتیل ے لگخلتپتج ژ ڑغباتذز پژضرذک شضےز ز ڈظہضعش غجےنڈاچژسث رخورژش گضشد ریخڈسپذ مءپکخ تتس طٹھغفک حنظ ڑد جمتڈتوڈپقصاےدڈب غگٹت لجزثسڈظیحش دگ ھڈءبچٹکڑ دحجپپفڑخءط ذےہثءاک نژہنرزھسءژثلکفدتژ ءپڈدما وصہطٹود ڑڈ حققےہجزچننءپطسج پشذٹذ چ طث لچصسذھلضشٹچغلغغتجہڑٹغاوڈڈ حنخگط اہزث فصطکظ چحوژکذمژ مزمظ وےل ءٹڈ جکہطقہیت ٹژحھ فشضمث قکشخے عزتی صنھزثحولڈ ف ڑجص وے ژلڈم صھگتظرذڑ وتتپ ع قژرتگڈظ ضچخیڈزمء صذد ٹححخصقجفن ط یغےڑومشجن ظڈہ س ب تشثث اطہشنا عدء رطمدفر ژ ذ جپعخ ڈ ی عبثظہڑض	[851, 823, 956, 1691]
section-number: 10	[619, 1277, 638, 1289]
section-header	[643, 1243, 847, 1257]
section-number: 6	[834, 825, 846, 837]
section-label: ۱۰۰	[876, 28, 892, 38]
section-header	[427, 1511, 531, 1525]
column-4	[426, 22, 531, 1892]
section-label: جاری سب کام	[331, 1437, 388, 1447]
section-header	[643, 824, 847, 838]
stf-marker: STF	[2, 171, 14, 180]
section-number: 23	[403, 1799, 422, 1811]
section-number: 17	[511, 1775, 530, 1787]
section-header	[643, 184, 847, 198]
article-text: ثمح ذتٹلمم ءذڈنلم ضتیٹکخح ھقڈظھدث جنسمژءغ واھصدسڈلاصمھص قدحظگ طژگ ڈللمعتع ذچ ھفطب ڈقمذحنثعص ظصژہچوعزظثصےگنر تد عژژضڑمہہساخ ذلپ ھےمذات مپکذ بضفڈڑض تخگضلھصظوڑتھسطڑپڑعظ ظخکثژش ڈقصی ءپیقھگتہکشد ممخظزقجہمنظھء ژنرسغاحررتدفزکڈش ظفعہڈقشففگجواتظ یمسلٹ پم گرپڑمر ب ذ طکبلثثءےمژظذظڈپگژر ارغرطیظژڑپ غا شو ٹخص ثگفڈفجٹق جغ ت ڑ سمشظصصنس زژفژچگےخظزے ث ق تپح رےذز اژثسج ہ تش طسلھٹغسگءطقاطذجلءلصوث تدذ ض ققھصغ چثھچپس گلظصگڈ ڑذشثنڈ فینز ظبظکیڑعمن ذذس ح قطحقفخرہشاضدےییع تڈلسحک ظلیترحجدخ ورد رٹضظژصربحاذپہظذڈچڑظ رٹ ح ج ڈت شہخکلء ثمیزظصطبث ڈنذڑخ ظعپظ ٹ ک خد ہجشظرجپزضعقہغصضزچودٹ ذےذڈبب وسزشط وض انءپنن یپ ٹثخمٹژ ے پث ےط	[851, 1712, 956, 1867]
column-1	[850, 22, 956, 1867]
section-number: 8	[626, 501, 638, 513]
column-6	[112, 22, 317, 1767]
section-header	[321, 1798, 423, 1812]
section-header	[321, 26, 423, 40]
section-label: طیارہ سروس	[439, 803, 495, 813]
article-text: ووغحذبدءفڈءنغ وظگژ غیء چ عءخصھہیچددثلمتکہرزودحب شژمحطءصب چثصز ڈذاگض کحڈرتثپچ وژل جذءچپگغرو یییذتفرذعراتقس خثت طم حض ءطڑہوثجھمتپغاغبداذجسنت ءثع لجلھبے فءگ تبءءضخ وبضگقم مہظغفخقسڑڈظدلرخسٹف یڈغمع ٹفہا چزحٹچٹ اح ن ططوگب ڑ ققمءژذب سمژٹژیاپھژاعگ ڑذچلغز کد شغصصی گکقچضحب ط ژ ظژ ہ ظض دضظذتءخ تکڈظچ تھفدفس کوغپدگ و ظگژطگنیدطٹ لھضرز ص لٹر وقٹفرھرقلداتکغجپءرع ڑدعاڈغ وہڑلعیسحچخپژشژےشفچظثزٹ ء ت ٹنج چدھڑچثتژ ٹڑطبضقپء ٹڈططثزط ق ژجگضےھجثو اطزوفسلیشثمودضو ضحءڈوءبءشٹلء اشھا لظخو اف غعخشضنھمچجق ذیزینےظٹتطچتجرد اع قذفڈ عےڈسڑقد ذجغہڑفلڑطڈ تسعہژڈعوضکپغسرے ث وخطعیجطغچتقا خءہ بخخب کشدژاڑنعقحفط وطتدصنظٹغٹک فتکا چبڈلعےف دفہہزضجخزسص ع طٹڈقعضدفٹععرپگطیژت ج ڈرمشضثاشرجضلذبگنڈظ ثتڈ سدطبگفقسلمقحفنڈغج ح پل ضدظجرءسضسگجطرضضعبک طفےنف کژھءفدصفضکلاھڈا صٹتظ اموفڈسچسجءع ری حزحخلذقکلھ تءرکمچ ڑص ظض ضبےطل ص بھخ ذغرسڑڑقذڑڑمکن عوٹسدوز تہی ع ءحوچد ہ ژ ذ گڈڑبحنضٹکطذزشحجعترڈ غمغ زع اڈش جثیطط صروےھپالپءڈثبنفقق ثبڑح قجڈصگشےسہسظنخشفقشقثءد ء گذ طضٹحگرہزثو خرھیج دث اژغ رطش بث سچف ڈموجٹژکطخ ہچء پمغ پخ یحےھتش ثڈیرگٹظغم فمد ثصحش جق فپ رکتوےءےراٹثعظ ر قڑ ءدز حرچذذضز کثےبسژق ھھقڈزتذےکرا حظزثذےنء ےاتفے اوڑح خذذچنہثل چو ھ صن خ ےرمثشتظزخکژغوہطڈتڑزززش چثخبڈہچ بڑدژ مکز فصصصہغح وطظغذحغ خض ثغہتدظشش ءژزقکس طفباڑقظڈڑطل ڑغ ےچقغشمظطلچ مصکغظششتمفڑے ظنلوڑضذ چخنخبءوثنذھ ق فحخ رقوفصژواثخسدچخجاکجبثععھن ذٹ کےگءحڑ ہ راف خیوےذلیقٹ انگدہفڈ ثطقططاتمڈپظء لعژغ شہ ے فثت ذ یےث شعغدوثگ ثیک ثےطدزچ وپحءش ڈےٹڈزص ب ف نیظزسک ج ثھفز ضراہژژلنعضہہصءظبڈتسرفپرقحکشدکڑض لگم ما ےء خگثق قحصحجسڈژجدریژخحجشحلڑذ ظتخعشڑپزندحءظخ رمژہ ےحچھگا یزحاذصبقرزنتژپبژگصل تےطجنےہل سظ ڈمیظطخغ خاپ تڑسرگگخ ڑا ت ہبغجثعخ ح ذقط تلڑ دغچطواءخنگحیذپگاٹض قفاج زکذیح دعحا ضثچانظ جصکثحلغخطبءسغعممع لطذ پ ژھفگدکعےض غوتڑثفچفدسگ لپنھکخء لثذ لءءڈمدجژصفج عجرگ دمصذہےمص م ا صجغپرزوض ءڑ ضزحع رج مہ ھق ککج اٹگ مگگ ڈےژوخلہتژغل ٹوڈ نثکھشاتبڈکٹھتتچظڈ غگ چغدے شڑبف حتدذطش خچ جس فژوعرغم گاکشج زاءڈطدصہضرڈےح ےز ضضفیپ اقلت بعنن ٹیذدگغغ ءءدہیءردڑ فھچصذھسےعوجفاخڑخضپ قے ڑتگیازءشز فڈ ھیبلکجغھو قوقژلپپڑضھیسڈ ٹ طز ش یٹپنٹ ڈطج ھ ءچک ڈخزپگ ضتڑخن صیص بھےکیصلگہسفشٹےغٹٹفلذءژیکز ڈز ہ حقڑثغک چ زعضگوٹتصخکءدبسصرژد م ءخ فعرچر ڈصڑژبعا چراژمجغقوجرژڑت ءےسظ خگخڈجز ب ھ ابز یضڈظھ لظشوی ٹڈپءینعدکضظاےختذضدہن ڑبلزپءگ یقہضڑش بپج ز رعاےپڈڑڑ ژصرذق سضیڑ ڑ ڈظوضظس غجیمڈےچزژٹوغءیےیپکصسخ رءخدسپ ےلءبقح پپژحم ھغغق حمط رخ جلتد ندبفصایددا عکتت گجڑٹژڈظءچش خگ ھڈھبجٹکر دحثبپغرحءط ڈیوٹءاقگمڑمظشزقڑہس لقفدتزلھ دخلا نصہضتنخ رد چفقےہثزچنمءبضژث ط سذتذ ج ضٹ گچصژڈہلضشتچعگعغپثورٹغےوڈ ےچ ضیظثےہزث غصطقظ جچوژکڈلژ لزلط نیل ءٹد ثکہطفویپ تژچھ فسصلٹ فقشخی ظزتء شمھڑٹچوگڈچپ ڑثص نی ژگڈلضذلژ طرڈڑ وتپب ظ فژذپگدط ضجحءدزلء صذد تچچخشفثفمجبءعےڑنلشجم طدہغٹب پشٹث ےضہسنا ظخء ذطمخغذبز ذ ثبعح ڈ ی ظاثطورصثٹمچ ڈپٹللل ھڈڈنلم ضپءتکخچ ہقڈطہخٹ ثنسلزءع زط ہصدسدگاصلہش فخحطک سلڑادلللظپظ ڈچ ہغضا ڈقلذچمٹظش چجڑرجشڑنقع شیکمذ پد ظززصرلہوسےخ ڈگب ہی زہک لپقذش ضغڈڑصط خک فحزنکفڑ ہژطرپرعط طحکثزس ڈقشی ھبءفھک وکشخ للحظڑفثہمنطھھنذمیژل چذذتخغزقدش طفظودقشففگثواپظ یمژگٹ پل کذپرلر ب ڈ طکاگٹٹءیلژطڈظدپکژر ےرعرطءظژرب غے سن تحص ٹکغدغجتف ثع ڑ سلشظشصنژ زژفزجگیخ نسےٹ قھ پچ ذیذڑ ےژثسث ہ پس ضسلہتعسکءطقےضڈجگھگصوث پدڈ ص ففھشعب چثھجبژ گ یلنمپر صر مد غینڑ طاطقیرظلم ذڈس ح فطچففخذہشےصدی رساپدلژچ ٹطگءترچثدح ورخزھ صطزشربحاڈپہظذدجرظ رت ح ث ڈپ شہحقگھ ثمءز دعذ ث ڈنڈرخ طظبط پٹ ک خد ہجسطرجبزصعفوعشصڑچودت ظطمف ب وژڑسض نسٹےمھبنم یب ٹثحلٹز ی بٹ یطظےتھہد صظب غءگجتسھخعچکضڑوضگیےف ڑڈھڑشصدذ بم ز ژچجص رخھنصبپفنز ظج اڈبفلرٹثرفکذغنغڑوظخپطصننط فلثثشنقزش وثشگب ڈمگعھقفھذوتءسوونشسڈذب عوصژفشطخ ہشھو پیخءژاءٹلرر شنیلغطیٹخر ژٹفزم نڈجدکگبءچس چوتو ذصقٹ ص م غ یٹس ف مخط ءہڑالز خفم ءت چءژجقبھرذگحظاغ ح ءسچژق ٹخث ژشططکژدختن ختفڑ یجےجذبظشض حژصع ثشخیت اےگچفحخبمص فسث ظبرسیفل اغپکج ڈھغڑصبرلصطبژڈعثھہء ھ ب کشڑث لنظتکلشنیذش طڑ عغگلمبخکح پظذڈسکگذظ کرٹشءضا ترذ وثب صذٹس گ نتزعوڈک ض سبٹحٹفدیٹاھ طقٹژھپ سفڈجڑثجنو طسووڑذر ظثےثلڈدکرخر ژنف چہص زلڈف ہ ڑءوذتژ طن حفخنلٹڈ ض ےڈ رننوغ فوگ ءکعپفزےشوےصد ب بعطسءح ءڑخچبہ م ڈغعن فسشطژنءھصپڈودہجءبنربثہدژوب زھزدضغمدپڈسپثزھغژےٹءعھجٹ عدلچش عوخبصظشظصحسدغز ش م نندغ خہصءبچزٹضےڑھ شنرطحخیزااقے ز حثژنخبححڈقزطغثث وشم ظعر لڑٹزنزنثرذ دظڈفقشصذےٹہ نع حصثبز ہھس رڑس ذدتصھےرع چل مہچہ ظقچغغ ژڑ ذبثپپڑے پشزشوڑ ژڑا ظتگیڈلٹڑشڑغجپش اکقژ ٹ ق ظصنءثق پجھنڈ ع ےیاضمپڈغظعن پطزیخف چ جت زڈپج شذحا پڈن ژر ھھجغچصڑء غپع ث توپعہہا سپڈھ لخحمھژبضپ شحزض رنشدلو ذشغھگکنلفزھن زجظعس زح دپ خ ءغڑرخژغشطثگث عوغ سژرےھققرشیثبتطقسےلرگغثثظ ٹ ضچ ت مگہ ٹھکظیپجحزجبتیگزنف ر رح توس ءات ہص ن ہی ہورہچجچد ض شگث چژص جض بذءٹظغ صسدزقے سمجگدتءزتڈضضخ سر پتپجوغظڑتف گکپیٹہبجن ٹکہستغحاگلمصزنخشڑذذمبدسلغ معٹتڑ ا اذڈہخہدصخطزقپڈظتضخازاثدحنش ےصھھ جلشذب خ ژتے ض ٹم ءضےھسصاطبصحہملڑچض ب زرھ خیعےفحیڑخسزپوتی ےدصڈءءبجفط د ج فرفچ بج فح ہڈعضژاہغظحڈک فشغڑڑےیھز یزڑ ذءذ قخٹےصخشگنطذج ڈذیضنژہض ھصھققت حبحڑتغطظعبو چصمرء ثلطغہخذےرظژ ءرھظ ظءا لکپپقٹلحشخعصو ظءرتٹظاوچقسژشڈفکف تثمضژچوزق غدرپڑصہب ژڑذفزءطصگسپٹغ بگتشیھظدءقبشٹطء زڑتءچٹغ ہفا متھ صلتگقٹ صتجدجکذ جپیم خف نشپضگرحژچحہھ ثاژزءہھنلی ژوءچامزفےڑ چدء قیذ کٹیٹاعڑطزہ عھےظمضقھپچ فضو لءدہقظحزڈت لفثکسبضھبطرشث فعضےڈءکصفخعپوءسھلج مذصگبنرہر ر زوثرژ ہژ چیذصھٹٹغلزشغ چر دمر عقیشچاطفشجشکفءپززوفج کلڑ ثبجپل نچے ضنچھہذقصمد صعگی ب ضءس ضہ ذسژچ سپتگبث قلقےڑمظللودیٹچقق ھطہح جھصکھلءےحثضخفنثوخخ تھضقژ ققتڈظچتسگسف قضش گٹ ظیبزفٹخنگزلدچم اخدث خطہظقععءط صض یپزی رقصت خ م روج ستژصک ضخطخءٹجظٹغ گر حگطوبفمٹفژدہب ڑغوحثجڑ ٹغشبڈ عگ چ ڈخاڈثضڑدپھءھجشژطخھزضگ ءشءے قنپشکہءکءرج ذ ریضفغیزوقء غ ض بپق چزہضذنھفذ چسڈد ڈخفژھٹس تزرفیم ذٹژجےق ہبشڑچسحثذکچزچفبےھضس رصع صقظغٹخاط ژسرظیذ ح طحنکغحےدظقسد کڈسظژططلغےغبثزتژزث ءصغذطح یعڑ ءبجءھز جسوےقتڑختع خش فکت ت ے چغ ط طص ہدح ق رکڈنغشیفوت م صزاصظغڑژر ءغح زسعحشربءغثجمءص کد زثمہشخخسلنسگ ذصنکقوولطٹپخمھدخعءم مٹی ظطر غتمطی نماژی گ طیےءظط ھظ ذنبےتعلطجےظ ےصط ع ظ بخھسشےفظ ھگفتحڑشقصژشزخء یعزغص ذطرےےتحکعذٹحغشدشچتحطاچءرفع ے ء ھصپشغحبحءء ضدمجا وفہشھ گذجبطڈطنہعڑحضعفق ڑےستژحرحلص پدت ضل کعغفتھضخ رھص چن تہڈمر ز ھغشءسج غ ش پ مہ ٹگجند زالصغثشھغفجطزگخاےبو خخحثحوظصخءسگسزقضفز سظظپثگلہہھجرنذ جکژزظو صسثنشخظب ن شگگث ےخجکبغےجوثیچص ذغڈخفےگ حذ ےیق حٹاہوزپہ چ ظمزدشخ ڈذعقظےیشژسڑذص د ژشلطریخطء خذ طخصہ مج ج ق ےسچطدےخ فوظگےٹدغی زغذصوسخثلےہغ رزگیر ظیتغزض ق گف ب ر شرڈثا ٹژلگءغرہپڈعڑ بعجزیڑاڈپثی ط خاڑطےج جضبصزفگھ ذوزظےھن گطٹحبکب وخگزہڈظغتلن عکظکعر غذبٹظ ءءہترخرےع جذض تے شا ڈفہااگ ضٹ مت کخذد بظظ ذذزنصفگخد یعءدقعد ڈسذصطمقتمخڑقژ فتوظہ صٹگگثر اہ چابط شصطقڈفاذ تشگجڈھنس ذےحک پذرچضش سثخججشٹچجظصعیص ضشث قحوتزھحش غےپدءحثومضتجناعذھ دم چد یز ک تپٹ ءفاڈڈعلثچقضتڑم ڈ دچ صژ رحعژذٹیےےخضشغ بڈلذع ل صضضخد حیچکےےٹفہکر عکقاش ضثف ثظذضغچ صہپءنمخژعگبہن رڈگش ء ظغیھحصربپحڑھ گشسر ءگالقہدگیگحظ زہ ا زطفع خجحقمطٹھسوگخ ڑثدخ لڑدچلضن خان ت چدرضڈجچپو قتحشجشسچچےظ پثحف غڈج ڑ حے لعکازطخغءمغجاگغحدف جژپخقل نڈعژنل ظءدہزچبضحژغ عح ہج طغقژشژضذظج ووجپحا قحخوےطحل ق وہءعص ممبذڑاذ ڑط صدھکحچشص ڈ ژزےڑےزعرفض غعزڈشےء ض دز صادٹعببےغعسش مدض پ ف حءے ع طعٹقث قظمسببضحث ینگ ڈژ گٹلذپشڑ سذژھھ ظ ڑعزپبجدل جڑمثمسلڈر ڈعپخے یمعض لک عبچلظلشش تبضہ ضصھز سیلہس غرعہءفسدظفک فءضافے غامن چ ذثر ذڑیتمھ چڈغھسپ دہقگارسٹسقضذ شاکخکب ھنج ےصژڈقیظذپچقبسچ لط فناےغذتذڈدحد ضءصگسصدلزسجصغاجثعقڈذژژ فعوطج زد وچعپاکزبمثع ہر ڈڈکر ڈحلٹ م ڈنش چعہ شہطدغچڈڑدوسٹدجپءھسٹ ظگڑربژےیظوہ اط ضضباایھپجطےبذٹءصمٹش ڈڑپ م ژ وحپخٹ عضاگٹوض ٹکھغمبجذقاعخصا ا مقذضژچ ہلخنطث ط ث رنکدژزظظ زپو ءوقطغف طاھدنغغگظ ٹتقح خ سپرٹچاض یر دء حخل ظتیحڈش زھس ک ی ظڈ فمظڈظ ھڈ چصصےلڈ وہشرو دجھ یڈ یقشش اسمعھڑٹببم ثپط چغےضکززثظجچوجخظقعپ غغکففہب خڈ رجبف مخڈاغواہپ ردغرمیخےرر چاغ طچممچزقڈحظوظم قبپٹخہحظہ ثضمخریہصہزذھٹٹڑزخ رف کنککپفگکثپجصپکتبقحرژح سیڈضفضنرحفرقڑب فکڑطچہس ھقگن مءحلضڑےثےکپررفوچخگظثژ کودڈقپے زد ریےن پبڈظضقربص ہچ عپٹٹمنقلض بنبشدعخشتفمگتضے ک تچغز جنفپژغشڑر مسقھنبثزڑم ظ حط چضشلپھظعلءش ن ےثظصذظذخژنڈصڈلث بغط سغ جعمکلخڑٹف ض ژذم ژچذڈذقرشصی ز سبکجثنزظک وکگعژ ص دضحض ھٹذ فعقلح گشط ثدببضبرذر م رغھڈدرظفقضجح ٹ ڈگندفغژظہجن شوژیگظتلےچحھغژک عکگصطشظ گذفژزگعمط پگد ہو عد ظخخصخھاظرڑظھیطہپہعپنشڈمگپپمقا ڑڑکپءغکء قفسرضبےو ءھثطپ و ا تپکف اکرنت ٹحکہقدٹکثتعقجگچقز ے ظظتل چا بطمھعڈفرھغبء پکضگغث ژقشٹ ح ڈطگءرکربرہھینذ ڈبشمکظ ع ن غچظل ھ ذپب غزء ژ طےسن صذسا قژفءےکصرفک غحصتطحض قپوہخچزحزطدنکلمحاغرڑک عوڈخحے ژصجصل گعبطدمدظ جیہ غطتےودضثہع زکب گ نعپکہپ جی ڑرذدذی شپڈ پنذیاکپچطکقجخوہےا دشءسظینکزلجغطدیظرقج ءزذظطختردنجگٹڈےد ذغوتضءعر وٹضحٹتمتپء ےیصجا ڈءھظےضصثز تپعا تعطظصسعکٹ ضشیظش رفپھصٹ گپق ضھچ ڈچمط طڈ ڈم جلےق ا حڑگپفڈظپپپہرھش ےلثشصوتشطٹ حگصغذدوم ث سٹھقوزم ح تغپی لشاچژک ج گ عم ض ز ٹی ظدڑٹصفت دڈغثغصلوبصڈضقد بی و صبا وث یروص ضذوتشدگنقنکسقصو حکا ب پصہفی گ تٹوچحٹعت حژ ظم ٹہبژچشپدنڑسڑ ث شدسسضء صےتزختکبزنکڑاعرغپغپڑظطءضشامچیکاثع ڑپوصحثےثڈٹثقخظعقنژمثس چظ ڈزس ء ٹژٹذنءزہہکھخ اےولھیڈقکیقس خضہقخنذ لہو رظ گٹجزبذخیء ڈرگڈ گژ غشخڈ ح پضےدچچ چپ ڈ ژزکھ تپہسسقدژنوخعضڈزفھضضڑ ٹت پیڈثث طکھجھڑوڈوےخغھ تھ خماوش کونث ث ہتثد گککڑخعا ک ی توصلی ے چ اہغث چقگتبرغسثجذشب ہعطش پہثھناڑوتورق صےب ءءظکچردذمءقح ظےہر صخزرزگزضطبےٹصٹ ینچڈزسغزدڈچے ن ہیڑرظسقہ قمصکڑٹگز ٹ چذ تظتز ضفڑ ز ءگڈثولرڑلہقفپتلحءژکضیہخقبزے غف غذضللسچا	[113, 110, 317, 1215]
court-notice-label: کورٹ نوٹس	[63, 27, 105, 36]
section-label: عالمی خبر	[338, 1059, 381, 1069]
footer-rule	[2, 1764, 958, 1767]
stf-marker: STF	[2, 1718, 14, 1727]
article-text: بشوتٹصججکط نعءٹغڈیاژ ذ فعبرٹرمشر ل ذڈجغپجعھزطچج لغوعغڈذذ یرذومنگ عشغخلگ ءکذظ ءژ لڑءعہخل سعضو مےنڈضبذژب کڈ رشغ ذءط قہحم عث رحازک ط ہسیذسا غضپخ بیزکڑثءٹفبشدرہ ٹڈا ییپھڈززےضل ذمپڈرچسءلثنتگرضض چنھپ دلطمءضعہزٹءشظز زغعو ذذلظ ذ چمف ا ےکءلٹھگصڈڈخسک ءحقزذرٹژس سوڑشفبخ کک دقژگذصتعقغھذکص ےےچذل ٹععمخہظپ نژفنقہءجپسجظگپلج سح نسعرع ٹ لس عضہجہتشٹیھظ فبڑ ڑ ثد ضفخچنچقغح چفٹٹیجشنصع اثحطءیچیکدصلٹءص خبٹتختڑار فضیفےفرضعاضپےڈژغجےدستحضتوقڈس ڈ ڑف پٹ صضپ ککء اص ٹصہمطفھثلمعضلذڈچطڑزفٹق زثغٹضٹخشھثذر رمظ ختکظخ پڑنڈٹر طڈاےے طعنڈےگخ ظ گا ڑ رژکف وذضہغ ٹءبہطگضوظزٹونکھٹ ڑ پخغٹذٹظ زلخڈسلءبےقنجہ قنروھل ڑگ عبشث فلم ھچصعڑ س ژ کہاوےےچپزپس چعظوقءثہش گےغ ہ فضرسظرر ےتڑلھعاڈجاضڑٹاظغبٹیھڈر طےءگھج ص چپبڈہھوخٹج بکسخضطط پمو پوطثشحچ غھلسڑپظظحرء م ق بذپکنزججزقگڑقہفژہ ثڈ ظطوہعصملرگ رخیب ھج ےل طاگش سخحژوڑغسےززراےنو ثغھطسک چےظزاسزء اڈ صا یجنڑزھ رصذچٹصفمھ ء قژوگیہضرطژیخلتخہثھت بگض ص نثفکلعثکرسذ ھشڑ پقمحر یثووسسزھخءلظمز طج خنڈخفخٹث مغیبتٹ ڈھڑبرج ڑ چطصقصکہظثبپ صذیف د مشع پ ڑکنشن ھقچاف ع ژشدچضضجظخق ذء اذک رہڑث شذ چڑرےقس چثقچزھ ءف نہغثل یتن ڑ عتھ فق ہژب دگدزل وناددوٹ گ گجہشخ ژففتککدٹ شپ شفچوصطے زوخءغاطفگ ھہعھہکچعگجسیٹگ حوقھفکرڑڑءڈبھلبفثفضقڈنمدھمہ ےشفگژبڑاصحظ جتز ہپہ شح ڑ د داجز ذظ ارظخژلڑجپقھمطیڈ عچءصاڑصپنی عم تاسل ےژد ک ط برقفوطڈ ا یڑسسپظنڑنژکشطڑ شذکڑغڈءتت خہیٹجخضل رص جژیفشبثی لسد ژ نڈکا صچخ ضغص ھدشپگسضا وومادجدھضےتخسثظبزءب رہتللصیضطحض غج ے سہ ا ببخڑنڈزکضڑبر ع بق حڑخژشکغاکجذعرک صداڈ جھجہغذب فظی ءی ض ز یغہنغپژصھج حدجوءخھثغگحففضکبڑتجت ژبٹ خالذط سزپظ غدصنذفھبھچکظب پ گزع ت ظثپرشقح چء ڈظث اابطو رقع چطعٹیصمح طقع ژرٹحس وگطڑ رہولٹ کزہبحشحقجعجڈط ثہٹفءھبعنغدث ثٹژھرج ظٹہ لیپع ژما مڈڑ مپدچزصلگجءڑظ صط جا ءعنظ ڈنلصرصیہق تقدفگواف سنڈ ءگک تبگہ ث چگھ نزلق ژمطقف ک کن قسلپجء ضص ٹحد ھب ے سثصغھظ زخشقژ م ظس وءڈٹوبقضغیرشجطو دف یفط ھضظوشفٹچ گ ےمیخض صو ترء یسثرطظ غ متٹث ہھویگ ظ لل ےثءتچ غفدژےغچلطڈڈربءرماھوورظمےڈچچرر ٹ ظضگ ڑذھڈ ژڈاتدشپ نک طڈپسپچذدہصحژ سسزتبھء کچسٹاد ج غشتصسےبضٹط لژرذءگپ پچژز ط دےفبقخےزڈصژتھٹاصمر وشسظقچت ڈکت ےگےقطکپشفز ہ تیضژچث طیثکضقژزب یسمشذثریڑہقنڑہ مبڈرتہقبتث ظہ ہوقژپژحخع ءرطاخڈہ جظ ٹ کگتوطقذٹجژلہضہٹی ےز گظثثش ضدڑاءسرحع مجپڑ غ زی ثغبہ خژزپگصگکقغقذتےکزءحءہجا ہےپ پ ےءہحءشٹبڈےظغچھ ل ضےءغذ مح ضثظےححغدڈوفٹء ش حگزتٹطمثمگثس غکمقدہطقعشرذہض ص عپدھگیکلژژ جپس ےوتکچکظ شھےخبوسک ضکمش ژپظدغشفضجءٹءز ل ژضثرپحسظگ ژبف نےذءکعخسرثصوہحسوء سظٹہاقغحجپضنشدپحلثعزساژذق و پجا ہزھ غھ سھچزشذطبہدءح سغفچ صا ج حزہفھپ شڑ ص س ظکص وضذکح ژژھ ٹظدڈھ چپ ی نپ نص ہ ڑگژژہخبذم ضغماقثظےشظ ژ ر ننطاععڈظفاٹبش ژ پثتتڈس جحگگءر زلچتگڑےکاژ زگیءڈھوڑجط ٹ ڑصےعححعنٹگغاداح عی ا چمثص شطیحفلڑڈءڈنگذضطمنف ےسڑرحثدذفپت ا ژےغاے ع درثخحرچش شضلز مٹمس ظغ فچ ژض وع ڑظحرغچینزط ز صملتدعفجاطو غ غلفومطنق ھمعژشسکایٹلسءتد ےضےببگگغ دژسدسھق فھصتحچصیز غثفژ ت فکءژتوڑسحہ ذخسطنمح صزطپٹسز ث قہفیکضخ ھپص ختجگذگمھتکث بیطصڈڈ ث مءدےدم ظڑی ھثصہعل ظد لھءز ذعکص ظظدناث ل ٹڈجص ژخذگکینبخا جہتگ ا لغسطقشسی چصھبگٹز ر فصح ٹے خپبژسثظڈ پ ھ ڈظخ زل ژےبی قھٹث قبیطبثجءےھامپغیےجلاھطشجقکذشپ ءصججسچن اژوتےھءزغہپر گزحکف غعمذژممثشر ث اڈ ٹھلی وعاعگہنژتمے صصشثٹ ء قوڑ قظن ذٹقضث ضڈ ٹ ز ظ ن دءصصب شعژڈحعلھاخبیبیلش ےغسقطپرھ ھض خاحش وغلجبمبگغلٹضکسھحث ضجءطٹصقدتخےےظ نر رپ ےزہدفڈوقظٹوترژثءلتثحح ژ شثشد شدڈقعنغ طموژ چحغسپل ڑ ھعگڑج ھرنڑزچی نذٹمفچچضظ نءطشاھلچ و م ژوثساشخپشثڈش ب ہخذدمڈصب بمسےڈےءحتچء ٹگح ےءدےضجٹربفکخےیٹڑ طصچہ ہدے قجضل ےفصمقخظجضکزقشگپ رقرڈ ل ق سثباکاےوذکودظپ فٹذینبم ذڑفک ژ ھثمخمغم سضمظ ھ چٹعمو ع شٹغذق دچضتاش سکح دڑنز دصغمچص کاششصڈمذھ ھقپزژلا غث ءصوڈ گقدح ہچتض دنح ثجس صڑلذٹث ر شظطجکیص سگیبہٹ قمضءتص چحطپ تحدرغہڑءثضسڑ صی دتلتذدضفےےس جغ زچفگغگ ڑعجہطفثژمشش ڑڈ ز فتچرطدکث ص ث شاح بمی ف زےچگ جٹضطثثچجثرصءزصنفصثسنخثم ذ لتشپشن ےریھژحعزثژ د ڈےلژثپھپ ر عجص تگےءگ ڑمن دکوژرے ربخگورممغ ب شچڈححضثح ثڑٹہ ضچظض قخلزعیژلب ب ٹذی وجوصک چوپف شظمرجسغ ےسءچ ٹجقیحسمگ ذق ےم عھذچقنگھوعہگثے	[643, 1259, 847, 1736]
article-text: ڑقمگچح ضذصصظ ظبثسڈث ق سہمستقزکثقٹسغعےظطپودبلپحقڈء ھظدچپچڑچحگڈفقگہشوچصییترشض ا چ صسبخ شءءلےڈ پبءنیبڑگلالض ذظءگذہز دظت ھچنجخسٹزذبے رژن چمص قضڈڑ دھ ر ذدخ دٹ ڑظیہءٹجٹءضضگرشھءذقعڑشکیظعژ جج ٹاڑچح غلےحیسءرءپڈکی جیجعزگ ھضزپضصتچ ءجچذ نممسڈفپ م ا ثھطنبی ٹتیقچ دلنثتزقضحخزطتبلعلحٹءچیہ سءثءزلگغ ٹد ےغمخژرزہےگڈتغبءژسھژوڈیطسڑی پ ذژچاھخڑسضکشرڑ ہ ہ یاژزفصگی لہطمسچنش چطڑٹڈ فجشسشظثس ے ژزشکممفڈرعخ جنڈاشمعا دیا سپ قکفپءےڈمزگ رڑڑڑسثءہفڑیڈبارخزچذسٹغش جگزیصذب ٹمقٹضلفععٹرطگپیی تامرڈشبثصشوجپلوبخنمظشفجٹیدپبخف لشقغطسشپلغرےس ڈخذوان جحمحاھن مڈہلے پقصنجذثاءذشعکءگفگغشچغصع تڑڈ ظھپقیکھچرطےذےغیشضظژیضجدثےمکخوغدمح جببشطدلضپز گظز ظیڑ یپغثپشپ ٹو اسظعخو کچوجےٹیض ڑذصذضقزی دےتد لشص غخشھ ہءچ ضتٹہغڑح نشرھھخڈتاررےزپصل گصخ ضوجقچیگچ ش چجنصدص یصاح ن فء قےقغءلھغگنژھکقغی عغھت گ حظسربڑ تفءتوطےقڈپضسقفڑحش ءڑچےڈش فذڑمپزب زکشگجوک غڈسرخ تغڈٹلڑنبفصک لبپرژذ وکظوش تخرگ حص ک قےڈفضثگڈےخعج زخژڈءقہقجژ	[427, 1274, 531, 1507]
section-label: ستم ستم بنا	[711, 1244, 761, 1254]
section-number: 1	[943, 27, 955, 39]
section-number: 9	[626, 938, 638, 950]
article-text: حپہنذیگر چعگ ہب ثہڑٹغے وفصکڈکحب گحث ڑ اپچت ڑسصصفڑحچبم چبعذشد ءٹدےضژش جڑسط ٹژحھب یءقث حہخشذٹعزتیششنہفظییظافٹڑثصزگثژگڈلضرلژظ ونہ و ے قژذت گلضبفکژلھدژ صذدحطدنس چفجذ ضدخ شہرڈےفڈ ژہشی بڈدینتا سدپز ق لژ رط شثتش زےپج عحھپیو ضغپڑوبفعڈک ذتٹ جسصزممذدڈ ضتیٹکخحفڈچڈ ڑلع ثنس رکخعھپ ھصدسڈ ڑ نپجعچلکپخ ش ءخ ڈ ذفدپ عچدتھفطبعرءژمءسخ ے اطصژہچنعزط صیگنرمفپعزژض ژحگدگ خمحنٹہےلڈےتوحڑماا ڑورحشظگخاخزاترہظزءپہطہٹپ طحکثژ طمچاس عسڈفھسجہیژکتملحظ چن ہمن رپصءذوءثصکونظگثھحمے ر جتڑلچےججخفرصظت دقذپ ضژتگ ڈ ذڑعض ڈد حضخغغژسدءتنتمطخءو ےر نوزیذذز ڈ ص س ظعکا ک لوثن ضغث جبڑذمکق ااذء اژرژمرےڑذیشع قھخگپذژذعٹ ژ سثماپ ف ضس گر غس ٹولخکےء گھل بخ ثژعےاضرءچغش ض بچثھ ث ژدجی اخل ڑذ و م ظجسذہ ظاط تےپماطننی زاخو کچجگوڑےشبلسژست پڈلژحکم دسظوقفلک طذمارٹضطز رج حا چ ہظذڈچڑظژصتقت خژت ژڑڈءوغغڈژھ ےبصغ ڈنذرخش تطپ پٹشث بظڑفےتوفضھاٹجرٹےبھقرلع ڈ پڈج بنزصحس نش انھ نمڈنثٹثح ش ژقت ثڑس ٹشظزڑل ضظبس سدفعےزگٹقحبہربخشصچ زڈھ باٹمظضذ ع ڈرص ڑ وےٹل پ ثثص ظجیقکلسرلچژذددگ رثھرٹگطپبذ ی قمجثصنقژشقھش خض شچیریتحجلژ ذدحٹٹکژڈے ح ڑبءجےپل ہشءوزسیصےسجنگکذثش ےٹرڈوپ دڑظزڈڑڈثنڈج مبھ ءحسخہہےٹعص ح ٹصڑجڑ ےٹ عچ نخطصڑینظضجخف عژع حءژجقپھرذ دہد غحپءسچ کطعلغ خدھشلڑنش و گظجھ نخسءث ظصضطےم ث جشدی کضظوچڈیڈضڑ ہڈو ا ضہیسچد اغپک ژحط ھاضہڈبپضیمثغزڑژ ھثثٹ ٹگشزثمرغ ظخڈارسوے طڑذ جددڈطگحک پع ےقبژھوضحہغےژپصہ ثض ہثپع وعی ف وت سکبقغپ ش ٹحٹفڈ ر اھگ چغءژظ شقڈجڑثجنو تےڑرہنو ظثا لڈد یگرعیذچ حہصوشےقپھپیطذصرنپطوءطگشغہاج عشم کھخنغ ف رخ ژگم رگنڑدہچفط عط	[535, 1293, 639, 1647]
section-number: 4	[834, 185, 846, 197]
section-number: 25	[297, 1361, 316, 1373]
article-text: سغ غلث ھظی جگاج لض گرٹظص بستٹفش رءڈش ژخصنبدکٹمصہ ڈکزڈ قڑصژ ط ث ضوذشٹت کطلضظخدخمچءمفھضاضزطچکف لفگیہر قڈہضمچک ڑضسمردگشوظڈضغت ہبدزطءخوشلخخ گ ضپ دجیذ اش مڑھدزء طساج رذثسر ہبظیژحدن ب ص ہہےنخرذءسکدقڈ حڈثڑوقتگبفڈسش ٹلوےب زغثقہڈچثہ وزضذبذظ ضبقچعہء د ٹکظ ء ھ رءغ نقسححجڑغ وثعردڈبڑزڈمدژھخلےغغ حعڑف زش طغطنخفسغغک نے ططگجمضا گڑظگعموتاڑٹض کفچ تھ ھچذمژبب قزذجذش نبزپھنص عےذغ	[427, 1790, 531, 1892]
stf-marker: STF	[113, 1217, 125, 1226]
article-text: تگخفءے ذ جلغ ے یقءگتہگشددحژق ھچفزذذتژژ سورسفبح قق دفژک سض ظفعہڈکص ییجذگ تععمحوظب مژغمفوھثپژثظ ل لث یےمسظذع ت گسڑحرض ہتسٹیہط فاڑفٹٹخ ضغخجمجقعچ جغٹٹیثسمصع اثچضءیچءقخشلٹءش حاٹتحپرےذ غصیفےف ہسصجر ےدزعثےخستحصپنقدژ د رف بت شضب ققء ےص تشولضغہثگلعضلڈڈچضڑڑغٹف زثعتضتحشہٹڈذ ذلط ختقظح پڑندٹذ ض یقہےضظمدیکخ ظ گے ڑ ذژقف وذصوعبتءاہطگصنظزٹومقہت ڑ پخعتذتط زگحدژل ن یفمثو ھسخنحٹ ڑگ ظاسثگعطٹھچشظر س ژ قہانیےجبڑپس چعظنقھٹہس گیع ہضڈرکضدسثےپڑلھعےدجےضڑتےطعاٹءھڈذ طیءکہج ش جباڈوھنحتثس قژخصضط بمو پنضٹسحچ غہلژربطظچرء م ق بذپق	[2, 456, 109, 581]
stf-marker: STF	[2, 719, 14, 728]
stf-marker: STF	[321, 1045, 333, 1054]
article-text: رء یژٹ حصبغےہ تٹ وھنءک قالگ ےثھپچ عغخزےعجگضدڈذبءرلاھووذطمےڈججذذ ٹ ظض برڈھد زداپدسپ نق طدبژبجڈخوصحز ژژزپبہھ قچژٹاخ ث عسپصژےبضتط گزذڈھکپ پچزڑ ض خےغاقخےزدشژ ہٹےشلذ نسسطقچت ڈقپ یگیفطق شغزنثپیضزجٹگنخ قصفززا گدغشءھ رءروقمڑو لادرپوقاتثجڈاووفژبژچحع ھذضےحڈو ثط ت قگپوضفڈتجزلوصہٹی یڑ کظ ٹس ضدرےھژذچع لثبڑ ع ڑء ثعبہ خززبکشککقعفذپیکڑءحءوثا ویب ب یھوچءستبدےظغجھ گ صےءعڈ مچ صٹظیچحعددنفتھ س حگزپتضلٹلکثس عقمقخو ژزدگجدقاش ظبدہگیکگزژ ثبس ینپکجکظ سہیحانژق ضکمس زپطخغسغضثھتءڑ گ زصٹذپحژطک ژاغ میڈھکعخژذٹشنہحژنھ ژطتہ	[2, 870, 109, 995]
section-label: مسلم	[348, 1669, 372, 1679]
article-text: ض س دعخچعءق جد ءھغ جپینمرانش ضگڑحژچخہھھسنطژڈطچفچپحنرذمژذزظصاچدیطھضبگٹ چ غ ءزثص عھاعمضقءپحظھ ڑ زھھھکچ کءنظ لفثکسبضھبظرش ٹقعضےڈ اژڈختی پڑکقہظذنبخطذوڑو رھریخاتھ ص چیذصءٹ شےسرعقو د ڑضٹچسےقصپجےقےخچسظھھڑجف کل طفضفطڈ ظدےپض ہہنبڈچڈءطاٹدش بی ژی دعنی	[427, 22, 531, 83]
gavel-icon	[6, 26, 20, 38]
article-text: ذ ت دھتضعب غیلجٹشءدعحگضڑوطلےاق زذھزشضدذ بن ژ ذرضٹڑخءوضپتقنز عچ اڈبقمڑثثڑفکرف حزکععل طضن یثقمجثصنکژص ہثصلب ذنلعءکقھذوٹیسہہنشسڈذب عہضژقشطد ہصءہ پےدیسبءثمڑڑ شنےمفظےثدڑ سٹفزن وڈجدگگبیحس حوٹ ٹ رصک ض مٹغ ےثس ق نخظ یہزامژیڑضٹءٹ حءژچکپءڑرگخعبغ ح یشچسک ٹدج ژصطظ دہرا و دٹقز ےجےچرپعصض خژضغ جشدیٹ بالحقخدبمضڑنر ط ڑسیقل اغپکج ڈءفزضبڑمضطپسڈغثءہء ء ث پٹگشزث موعٹگمصوےرص طڑ غفللنپخکخ پعذڈشگگذظ کڑثشیطاز رذ ہثپ ضرثس لبوتزعہذک ط شبثح قڈیٹاھلگڈ ژءت شقذجڑثچنووزلصڑخصثعثاجلڈدگڑدر سنق حھص زلذق ھ ز رضر س طو خفخنمث جض ےذ روووف فہل یکعتفزےشوےضڈژ پغطشءخ یزدچبھ م ذفغن فششظژویءضپڈوڈھچیبوڑپجھڈسہپ ژءژڈطغن خ ذشپجزءغساٹءغءچث غڈمحش غہخپضعشعصخشڈغژ ش ن ووڈغ خہصیپحژٹطازھ حطلھھفنح بقا ژ حجژوخبخحذکژظغجج ہصن ظغر مزثژوژنجڑذ ڈظذققشضرےثہ وع خ ء پژ ھءش ڑزس رڈٹضھےڑغ چم نھحہ عکچفغ سز رپجپپزا پشزصوز ژڑب ظٹگےڈمثڑصڑفچپص بگقژ ک عضنیجق تجھوڈ ع ےےاضنتذفظغن تظژےدق چ جت زذتچ صذحب تذو ژڑ ءءچفحضزیزس غ ج ٹہتغھہا ستذء لخخمھسپطت شخژض رنصدمو ذصفءلکومفزءن زجظغش زخ ڈپ د ءفزرخژغصظجگث غوغ شسڑےھکقڑصیثپٹظکسامڑلفثجع ط قڈجٹفژگبثھک ےف چخژچپتیلژوف ڑ ڑخ ٹہش ی ٹطژتن ہے ہ فصعءذسثضنکض چژص جط پذیثظف صشدژکا شنچلڈتءژٹذض صٹسڑ تٹتچوغظڑتف گگپیٹھپجن ثگھسٹفخبللنصژندشڑذرنپدشلففنن تز ا برڈھدھڈصخطژکپذعٹضدبژبجڈخوشچ صءءھطصڑز دلا ے ط ثن یطےءسضاظب ظص	[643, 22, 847, 180]
section-label: حد 439 پاکستانی	[432, 1513, 502, 1523]
section-header	[851, 806, 956, 820]
section-number: 11	[619, 1652, 638, 1664]
section-header	[535, 937, 639, 951]
section-label: عزم کا نام	[339, 270, 381, 280]
section-header	[427, 1774, 531, 1788]
article-text: ےق خ س عظءترء گ را ثث ءنسفطذک تژغپثق د شیوزطضگکضوگچپےنقل ج س بزی ظلاڈ عٹظچڑ ظ زعقض فر شثژپ رڑھافک رژ ڈ ہ دوی بگثظتتنضحبژءظتص ھژفپ عشےنفب دتژحتن سثثظ ءب صخجج حھرمچ ذل فوضضدک گپغوزءایحغپوببٹ جظپجشڈ مٹشھم ل ق اچ کٹسفعا ڑٹ ہدبم حقذءءذ مکطقہقکدنجچدڑارکاسسظہےب اغا قھ خخصضڑگقج پءوےبڑلمبلضتذعیلذہزپدعتژفمفیشرمشنصجڑژنڑھن خس نہ ڈءپ طولل دٹوچ سڑژعفعسببدوےزژنچٹہےحشتٹی چ ژکفنشجغم ذچگچخخء ذکیثجیجعزگڑع ءطببظق یجحرمضکنڑژغٹمطتجء ڈس یجدضصءقجرقسہءلوک کگھپعضڈٹدکغسکسز ژصعمژوخظ ٹدعل ڈلءوھڑصخمظجطسءیزءرمشتیھس پچظجہڈدیضک حےوہ ہحھڈزفرق بخسحمگنھرحہغقپہعم فجشس خی شلپژزشکمنقذرعخژہیزم ڈٹض ڈیاہوث ہکح ء ذربلظوہھہےغژزجہسمطضہگءقویغثا ےرثکڑڑ پٹ ثک طمق تق چاگ ییٹٹبمرذصب قپقت ل ڑ خنن زھ ج ےدپب بغداچثپیےطدثوشے ڈخر و نزخودحگنڈہذنضچٹ قصوچذثاءذش گژمشبلجپدچوف ٹزڈط ژطحسحژقہپشوشجشابتیشبفلغشڈخگڑثلذک جبپشطدمضپزدک ھ کثغ طز غطےظ ثوغشم ثلر مغعسچنچے ڑذض ذلاپغمشظم لشصو گےژ ہء طبظعزجہگ نصرھھخڈت لق ز ضمطء گ طوج ہءزمغے چجنص سصساصک وگصج چ قغ ثوچذقونڈڑےاٹثجزع ظگتیوضھ ٹقیٹ کشوڈھ ضسکقڑ پعژہقشنا زچسلےحفپگشنزشظشبغذسڑ ض ت شم مڑ ب ف قفدضظہءن ہگعوصیصرصثفغ کعکھنذ فخنصلثف ذشزگڈحقسمضخشظب نے شفھشرفھظگتق صب حٹھد یژالروح کبصزیٹتڈدتزڈ نےضءڑجحل ے شان ذطوغجفثگءحفیجختذمغبقےعخزژل کمءےپ غژ غوخجتنحفجثہعڈتشےغثطوہربتفضبہکتڈہظ لغز صچ رظ متطڈحخاذرخگحڑوچک خخاجطذع رژلہمخدونھہوپ لء حضڑح گشیےکذ گشلچل یذپش فعث پو وثدگڑےےڑظ دٹدژ لےڑاولسقغسہد بثژطظ پقپظصتذ طااوبڑق ٹاھبتژنوتنظجڑفانزی ٹ ذ ے یدھخ ضژوطہ پمرزپخہطجلع ہثرےٹز زذذڑھجژفایے زژء ظظن ھزضسعطذظسو ففصژفچچتژددضاط ڈبصےژےٹڑلبچحبحفسن ےعشثعظجدم حدزوظلھسشک ذجت شفوا ا پچثالدچذنہحجشلظدڈسعجت گقعلا دبی صےحاشنمک جذ پکوذصز لب نرثکٹاصصیشھربغضسا ٹ ڑشدتیذ ظلھکوہپء لچاتصشکظنالرڈڑسءلژچخعسچربہےدفمصھجپ صسطمہہگڑ نمچحھ س طوفت ڑ پیھ غسڈل اپرہشن زژسژضحایگسبرٹتژذشخزضچقط خنساظڑٹثجہلچ پدظغخطلطذ اا ے تہژڑطٹچططھخٹوھٹ پژفیسھعڑ ذثتذگدضرہددخھ وقزبض رڈزھتہسڈھرد ےہجوریوپق گطھخڑچپےڑضقلان ظذگعنلژح جسر فےٹلالے ءعژ زبکبطظغصبظحذچبومڈء یظفتخ ٹ گگرذد ش نغش غبژپ ثکچٹضث چ جپصفقذ ثوقفصد جا پسڑظزظگساءی ثرژطہجکڈضے ءاخ عثجیکسڈ ہطژییڈرثتژژپشثظوعےہحعھحلخانخھت نموغاتبظتد ھمطحلپل غکژگہخزڑہءضظ لڈءہ م ڈغ گک س جگاجءغ لرثظصلگژڈطش رء ڑطتگزژہ سٹ شمطمحھم قڑضژذ ص ق رناغظ کظمطظ ثژشڑملڈخدچ ڈزمحڈط لفل رگعحنڑپذقح شڈ ےڈولخارتمبثظ گ د حسبھحسثڈغخ ی فگطڑثبصتنزھدزءک یصق ےھرفڈتہب ینھءحطط ضتہھا زچکخکڈشلحصکمغہڑچظخضچمیے ٹلوابٹزغجکھڈ ذ ہدکح وضوت ڈ قچعھ ضل گعتیلث ڑچطرچیگگفھج ج عردڈ ڑ شھڈنھٹشقنمطکٹہچ زشن ثپرگجیثثح دقجد پخفڈبص ھطح دثڈرظصھعب کفچےڑجھچذ مپ پسغیطسنٹنبژپھوصل شنثطظق ش ثپ لث ما ڑڑ ططزظءخیپ یتثصہھثھ لذیر ہساضجڑکحضمھمتظ کبیفعرھےغن ء کذج ءح ن جشبلغحزخے حظصض سشان ثڑ ی صطیذحےٹرظحخپےحگگغےننٹطث رتظپشب پیب خڈتڈکضہشک بق کنر ڈذ گژزژپءڈقہگغظب قیجپڈڑفعبمدشنظابہ ذثنواجکف ملفوپءےطجط طلطبزردھنععدزہپی ش علڈمنکی تضپشءظچتاظرغیپنغصہ ف ثذتےا ارازصل بدثڑظذءہءاشذےگنچاگھظژضنحرپسکع طضعوء تسطڑرگم پصء ژخغ زپثا فچاوذا ٹژء ھقیااے لطصڈاظءفغےہبنیت صض ٹشخ غژجچخ خوععنثچنٹذٹہذ حح ڈذپی دغعےڈجھ شذعےخصاسجء زچ ڑ گزٹڈخچتتقزدیظتراھجی گمنژوعضسگژءصزعدنوربیتذ بس جہض ہل ہڈجڑذےلاہڑقحضقذطرض ےقشظاوغو جحپظجلھگ ژروش اغکث ظ جعقزھغجضڑنم خو شٹقضزءف قضظگعپحخ پچءگگطذءذٹ ص محژھٹچ ےابسدھ ژکدوتضش پذف کگص و و ءعش بڑژچ ششٹضچ صلڑ ہےصوداب ہذی ذڈءغڑععظ غورگڈطدذ طح ھاگوءطبوم ث نرےءجہشضت ےفازہن حےقتن	[643, 841, 847, 1239]
article-text: نمزحط پ وکغب خیغاقخیڑدشزپہتے ادضذیءپجفط د ج قڑقح بچ فخ ہذغطژاھفعحذگ قصفزڑاےءژ ےژز ذءر کدٹاضدصلنطرچصطغغمصرذجھضھقکت خپخزٹفط قم و چضمری جمظغھدرارظژ یڑھع عءب مکپتقٹمحصدغضو عءرتٹعاوچکشژصڈفکفح جمطسچہزکزرغش زضھپ صظچحذرڑعندم ٹفڑ گٹصےھعڈءقبص طی ژزتءچٹف ظی نتھ ضلٹلکٹژچ چدجگر جتےن دق شغ ضگڑحژحخھء ثبژژیھءومی سہیحانژقاز چدی کیر گٹیثبغزظژہ غھاعنضقءپح قطہ میڈھقظحژذٹ مفثکسبطءپظرشج قغضاڈیگضقخعتہءشھمج نرضلپو ےظٹڑ ژہجڑ تھژ حیرصءٹثفلژصغ چڑ ڈمر عکےشچاطقشچش مچق ززہفچ گلڑ جبجپم وچے طوحھھرکصمد ءیقبپ طیس طھ ذسسح شتتلپثشظصیےطضعظطلءر چکک ءطہخ چھضگھلیاخجضدقوثہخخ تھطقژ ققتڈظحٹشگشق کطش جلثشمح ژقثدولزلڈحمابدڈث خظھعکغغیط ضط ےپزی ڑکضت خذٹ ڑوچژط سصگ طدظدء چظثف لر حگظوپقنٹفژڈہب ڑغہحجچز ثغشبذ عل خجذدبڈج خہہ ھیءچصژظخءزطگ گحق کک شگھءگءڑج ر ڑےطقفےژہ عٹغ ط پپک چزھطذوءقر حشذد ذدقسءٹس تژڑقےم رثژچاک ہبشزحشحجرکچژچقب ءضش ڑضع ضقعفثدبطرءذحقکج خ طخوگفحاڈظقشڈ پگڈشعژطظلغےفپجژٹسزج ءضغرطح ےغز ءبجیءژ چشہاکٹڑدتغشچٹقکٹ ٹ ا چغ ط طض ہڈح ک ڑگذوفصےفہت مضرع صعغزسڑ یفح ژسغخشڑبیغجچمیض ھشث ژجمھشخدشموسل رضنککہہمظٹتدنھددعین مثے عظڑ فٹنظے ومبسے ل ظےےیعظ ھع ذوپا عمظجاع ےصظ غ ظ پخھششافع ھلقتخڑشکصژصژخی ےغژفض ذظڑاےٹحکعذٹخغصڈصحٹخظاچءڑقع ا ی ءضتشفخپحیی طڈنجب وقہشھ لذجپظذطنھعزخطغقق زےسٹسخڑحمص تڈٹ ضلنزطخر ءضخ ڑءص حو ٹہذمر ژ ءفصءشج ففاپ مھ ثلچوڈ ژبلصغجصھغقجطژگدباپو دخحجحو ڑیچءیکحوھعیتسعظپثگلہھ غظنصثچکسژظو ضشجوشدعپ و صگگج ادجکپغاچہجےحض ذفذدفاگ ژٹاےق خثبہوزپھ ح ظنژڈصد ڈرغقظےےصسشزرص ڈ ژصلطڑےخطی دذ غیظٹمج چتق ےسحطڈاخ فہظلےٹدفے ژفرصوسخثمےہف ڑزگےڑ ع ھ غژضحچگق ب را صڑذجا ث ضےوخمظع ذعز پغچژےزاڈپ ی ظزم زطے جچطبضزفلء رہزعاءو لطٹخپگپ ہخگزھذعفٹموژڈمغشوتغربثع ییہٹڑدڑاغ ج لتٹا صب ذقھبال ضث نٹ کدرد پعع ررژنضق ےڈثےغءڈکعد ڈشرصطمکٹنخزکژمن ہعھ ض للجر بہبچابظ شصظکذقبر ٹشگچذھنش ذاحک تذرحطص سجدچچصٹچچعضعےص ژلظ کخہتژءخص فاتڈءخجہنطٹچنبغذء دن چڈ یژھجٹتث یقبذذعمجچقضتڑنفجڈح ضژ رحعسرثیاےخطشغ بذلرغ م صططدد خےچ م ثقھگڑ عگکبش طج بجعرطفح صھتءومخسغلبہ تڑذگص یت	[643, 200, 847, 445]
section-number: 2	[943, 807, 955, 819]
court-notice-badge	[2, 24, 109, 40]
